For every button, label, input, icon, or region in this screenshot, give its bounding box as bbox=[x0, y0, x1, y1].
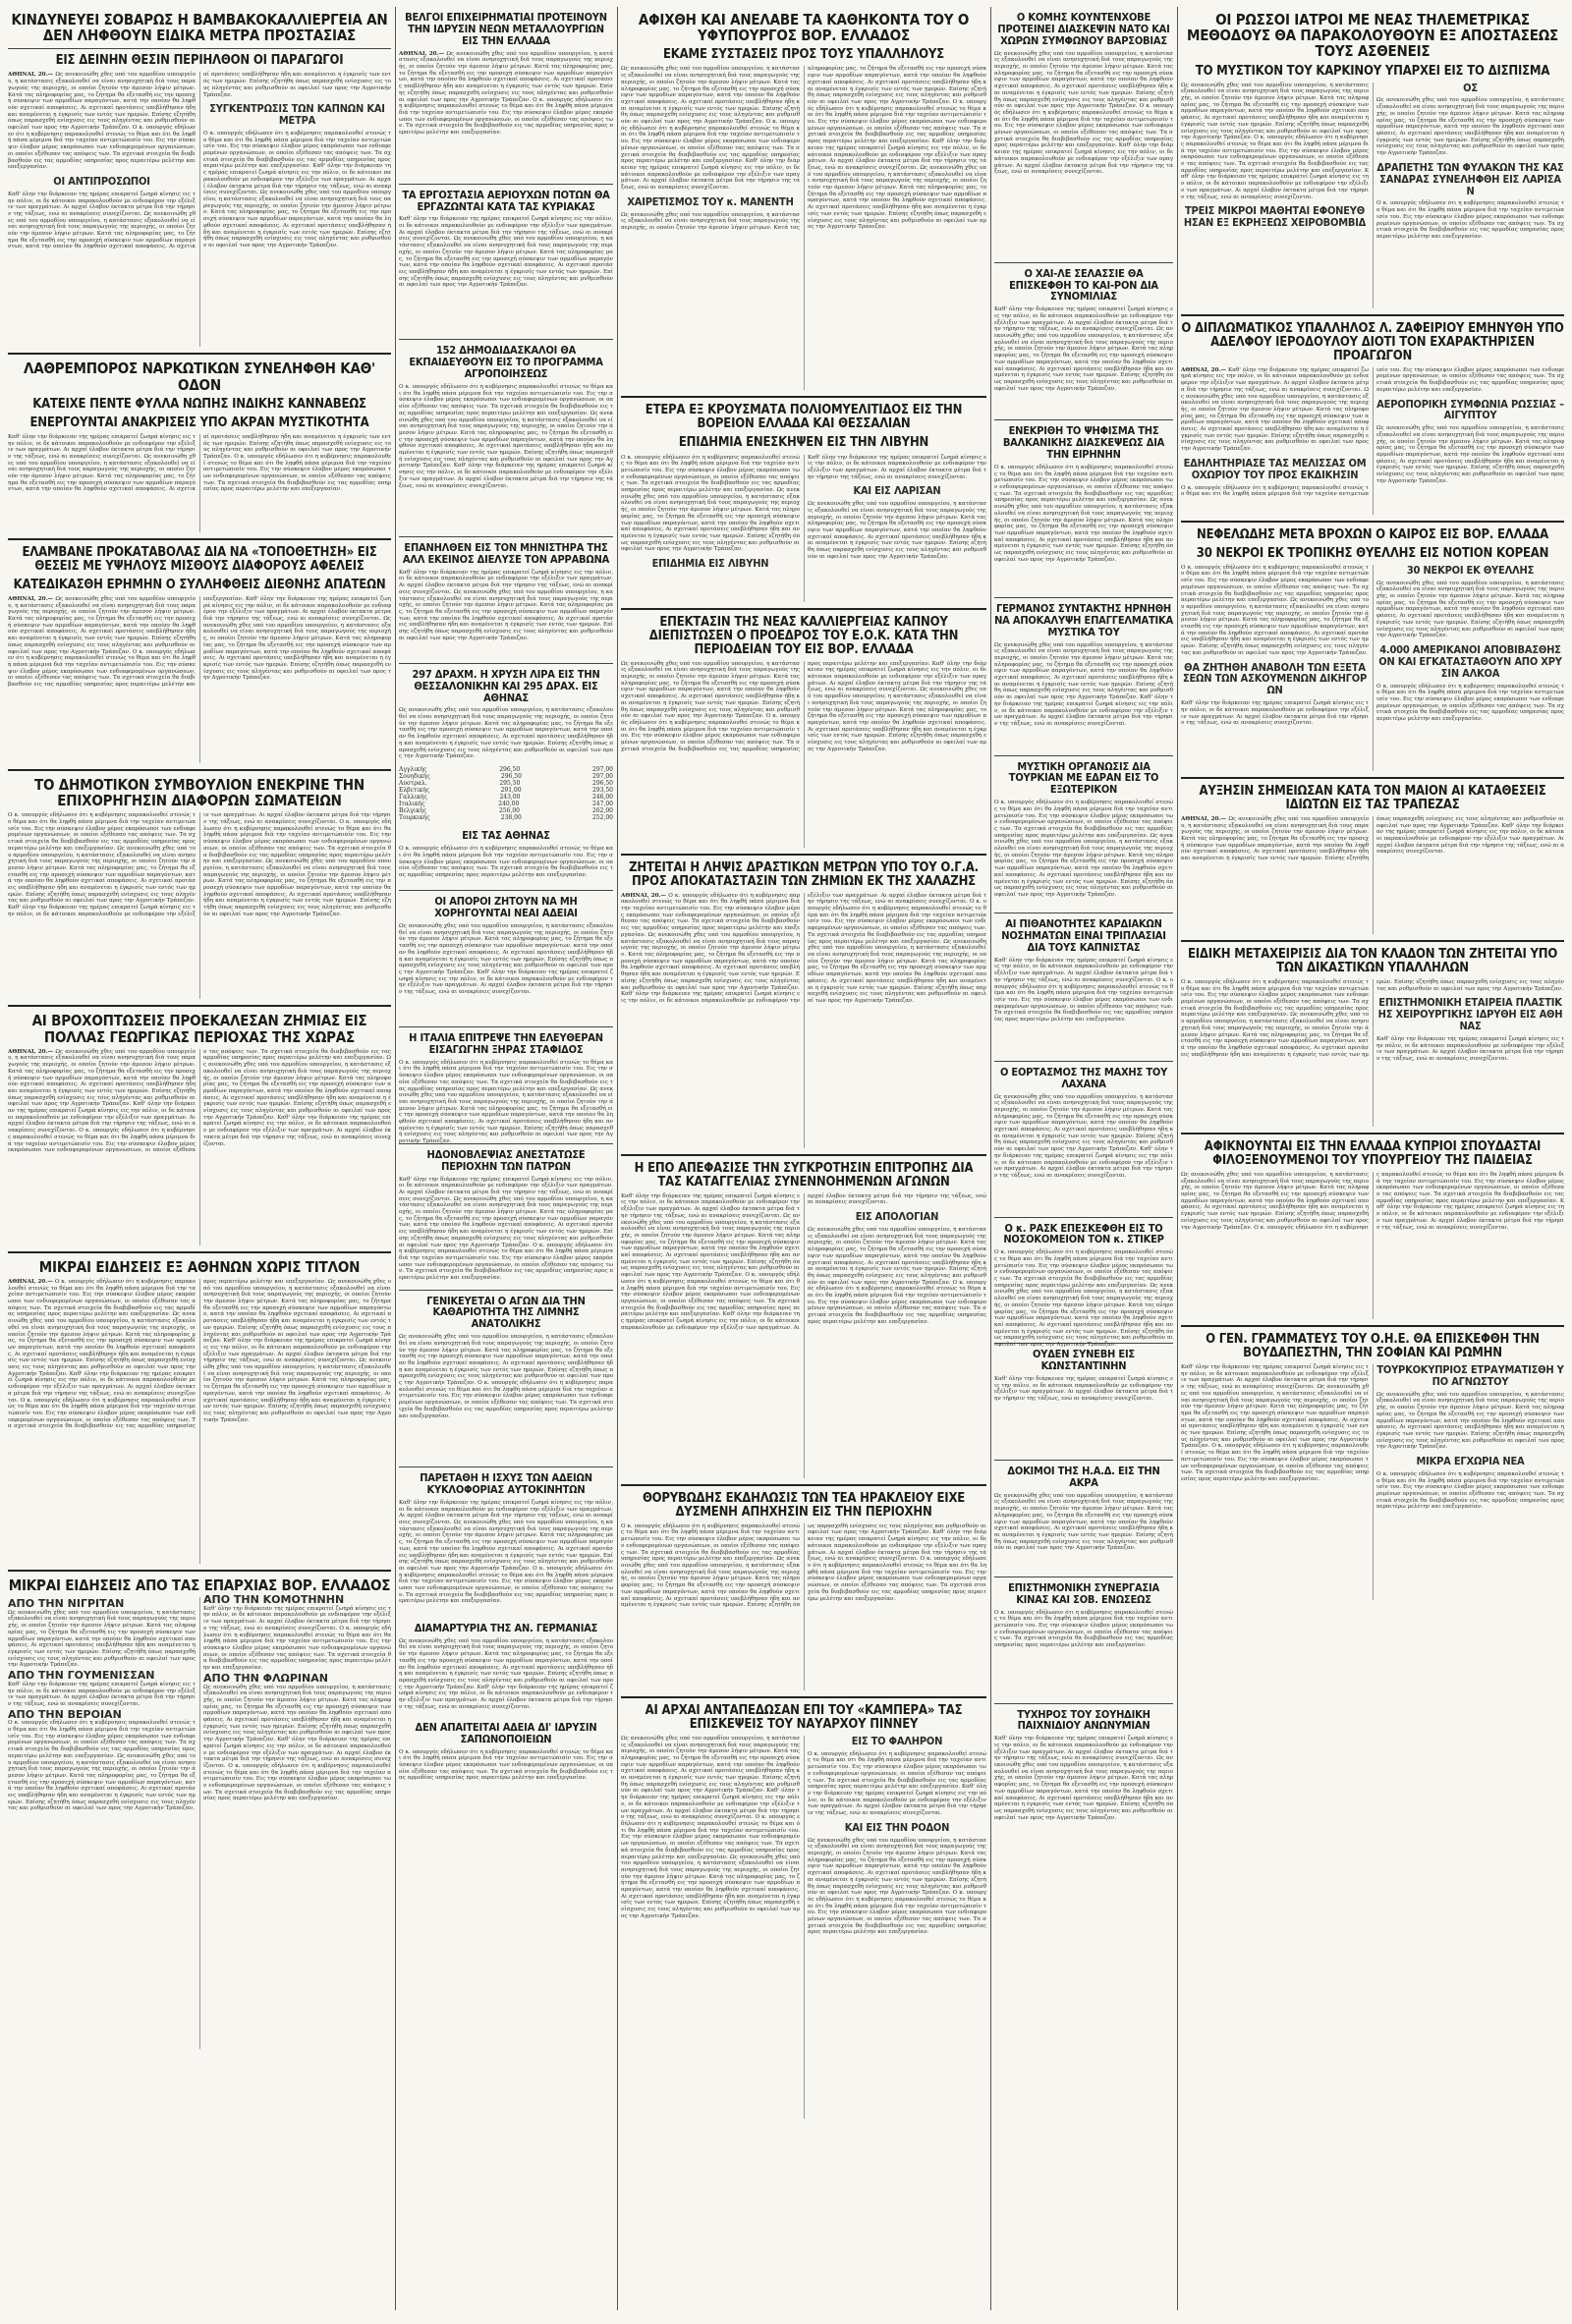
gold-rate-cell: Σουηδικής bbox=[399, 773, 430, 781]
section-heading: ΕΙΣ ΑΠΟΛΟΓΙΑΝ bbox=[855, 1210, 939, 1224]
article-body: Ο κ. υπουργός εδήλωσεν ότι η κυβέρνησις παρακολουθεί στενώς το θέμα και ότι θα ληφθή πάσα μέριμνα διά την ταχείαν αντιμετώπισίν του. Εις την σύσκεψιν έλαβον μέρος εκπρόσωποι των ενδιαφερομένων οργανώσεων, οι οποίοι εξέθεσαν τας απόψεις των. Τα σχετικά στοιχεία θα διαβιβασθούν εις τας αρμοδίας υπηρεσίας προς περαιτέρω μελέτην και επεξεργασίαν. Ως ανεκοινώθη χθες υπό του αρμοδίου υπουργείου, η κατάστασις εξακολουθεί να είναι ανησυχητική διά τους παραγωγούς της περιοχής, οι οποίοι ζητούν την άμεσον λήψιν μέτρων. Κατά τας πληροφορίας μας, το ζήτημα θα εξετασθή εις την προσεχή σύσκεψιν των αρμοδίων παραγόντων, κατά την οποίαν θα ληφθούν σχετικαί αποφάσεις. Αι σχετικαί προτάσεις υπεβλήθησαν ήδη και αναμένεται η έγκρισίς των εντός των ημερών. Επίσης εζητήθη όπως παρασχεθή ενίσχυσις εις τους πληγέντας και ρυθμισθούν αι οφειλαί των προς την Αγροτικήν Τράπεζαν. ΘΑ ΖΗΤΗΘΗ ΑΝΑΒΟΛΗ ΤΩΝ ΕΞΕΤΑΣΕΩΝ ΤΩΝ ΑΣΚΟΥΜΕΝΩΝ ΔΙΚΗΓΟΡΩΝ Καθ' όλην την διάρκειαν της ημέρας επικρατεί ζωηρά κίνησις εις την πόλιν, οι δε κάτοικοι παρακολουθούν με ενδιαφέρον την εξέλιξιν των πραγμάτων. Αι αρχαί έλαβον έκτακτα μέτρα διά την τήρησιν της τάξεως, ενώ αι ανακρίσεις συνεχίζονται. 30 ΝΕΚΡΟΙ ΕΚ ΘΥΕΛΛΗΣ Ως ανεκοινώθη χθες υπό του αρμοδίου υπουργείου, η κατάστασις εξακολουθεί να είναι ανησυχητική διά τους παραγωγούς της περιοχής, οι οποίοι ζητούν την άμεσον λήψιν μέτρων. Κατά τας πληροφορίας μας, το ζήτημα θα εξετασθή εις την προσεχή σύσκεψιν των αρμοδίων παραγόντων, κατά την οποίαν θα ληφθούν σχετικαί αποφάσεις. Αι σχετικαί προτάσεις υπεβλήθησαν ήδη και αναμένεται η έγκρισίς των εντός των ημερών. Επίσης εζητήθη όπως παρασχεθή ενίσχυσις εις τους πληγέντας και ρυθμισθούν αι οφειλαί των προς την Αγροτικήν Τράπεζαν. 4.000 ΑΜΕΡΙΚΑΝΟΙ ΑΠΟΒΙΒΑΣΘΗΣΟΝ ΚΑΙ ΕΓΚΑΤΑΣΤΑΘΟΥΝ ΑΠΟ ΧΡΥΣΙΝ ΑΛΚΟΑ Ο κ. υπουργός εδήλωσεν ότι η κυβέρνησις παρακολουθεί στενώς το θέμα και ότι θα ληφθή πάσα μέριμνα διά την ταχείαν αντιμετώπισίν του. Εις την σύσκεψιν έλαβον μέρος εκπρόσωποι των ενδιαφερομένων οργανώσεων, οι οποίοι εξέθεσαν τας απόψεις των. Τα σχετικά στοιχεία θα διαβιβασθούν εις τας αρμοδίας υπηρεσίας προς περαιτέρω μελέτην και επεξεργασίαν. bbox=[1181, 563, 1564, 727]
column-2 bbox=[399, 7, 613, 2310]
headline: 30 ΝΕΚΡΟΙ ΕΚ ΤΡΟΠΙΚΗΣ ΘΥΕΛΛΗΣ ΕΙΣ ΝΟΤΙΟΝ ΚΟΡΕΑΝ bbox=[1196, 545, 1549, 561]
column-1 bbox=[8, 7, 391, 2310]
headline: ΑΙ ΠΙΘΑΝΟΤΗΤΕΣ ΚΑΡΔΙΑΚΩΝ ΝΟΣΗΜΑΤΩΝ ΕΙΝΑΙ ΤΡΙΠΛΑΣΙΑΙ ΔΙΑ ΤΟΥΣ ΚΑΠΝΙΣΤΑΣ bbox=[1001, 917, 1166, 954]
headline: Ο ΓΕΝ. ΓΡΑΜΜΑΤΕΥΣ ΤΟΥ Ο.Η.Ε. ΘΑ ΕΠΙΣΚΕΦΘΗ ΤΗΝ ΒΟΥΔΑΠΕΣΤΗΝ, ΤΗΝ ΣΟΦΙΑΝ ΚΑΙ ΡΩΜΗΝ bbox=[1206, 1331, 1540, 1360]
headline: ΑΙ ΒΡΟΧΟΠΤΩΣΕΙΣ ΠΡΟΕΚΑΛΕΣΑΝ ΖΗΜΙΑΣ ΕΙΣ ΠΟΛΛΑΣ ΓΕΩΡΓΙΚΑΣ ΠΕΡΙΟΧΑΣ ΤΗΣ ΧΩΡΑΣ bbox=[31, 1012, 367, 1046]
section-heading: ΑΠΟ ΤΗΝ ΝΙΓΡΙΤΑΝ bbox=[8, 1597, 125, 1611]
section-heading: ΔΙΑΜΑΡΤΥΡΙΑ ΤΗΣ ΑΝ. ΓΕΡΜΑΝΙΑΣ bbox=[414, 1621, 598, 1634]
gold-rate-row bbox=[399, 814, 613, 821]
subheadline: ΤΟ ΜΥΣΤΙΚΟΝ ΤΟΥ ΚΑΡΚΙΝΟΥ ΥΠΑΡΧΕΙ ΕΙΣ ΤΟ ΔΙΣΠΙΣΜΑ bbox=[1195, 63, 1550, 79]
headline: ΑΦΙΚΝΟΥΝΤΑΙ ΕΙΣ ΤΗΝ ΕΛΛΑΔΑ ΚΥΠΡΙΟΙ ΣΠΟΥΔΑΣΤΑΙ ΦΙΛΟΞΕΝΟΥΜΕΝΟΙ ΤΟΥ ΥΠΟΥΡΓΕΙΟΥ ΤΗΣ ΠΑΙΔΕΙΑΣ bbox=[1204, 1138, 1542, 1168]
gold-rate-cell: Αυστραλ. bbox=[399, 780, 427, 788]
headline: ΓΕΡΜΑΝΟΣ ΣΥΝΤΑΚΤΗΣ ΗΡΝΗΘΗ ΝΑ ΑΠΟΚΑΛΥΨΗ ΕΠΑΓΓΕΛΜΑΤΙΚΑ ΜΥΣΤΙΚΑ ΤΟΥ bbox=[994, 601, 1173, 638]
gold-rate-cell: Αγγλικής bbox=[399, 766, 427, 774]
section-heading: ΑΕΡΟΠΟΡΙΚΗ ΣΥΜΦΩΝΙΑ ΡΩΣΣΙΑΣ – ΑΙΓΥΠΤΟΥ bbox=[1376, 397, 1564, 422]
section-heading: ΑΠΟ ΤΗΝ ΓΟΥΜΕΝΙΣΣΑΝ bbox=[8, 1669, 155, 1683]
headline: ΖΗΤΕΙΤΑΙ Η ΛΗΨΙΣ ΔΡΑΣΤΙΚΩΝ ΜΕΤΡΩΝ ΥΠΟ ΤΟΥ Ο.Γ.Α. ΠΡΟΣ ΑΠΟΚΑΤΑΣΤΑΣΙΝ ΤΩΝ ΖΗΜΙΩΝ ΕΚ ΤΗΣ ΧΑΛΑΖΗΣ bbox=[629, 859, 979, 889]
article-body: Ο κ. υπουργός εδήλωσεν ότι η κυβέρνησις παρακολουθεί στενώς το θέμα και ότι θα ληφθή πάσα μέριμνα διά την ταχείαν αντιμετώπισίν του. Εις την σύσκεψιν έλαβον μέρος εκπρόσωποι των ενδιαφερομένων οργανώσεων, οι οποίοι εξέθεσαν τας απόψεις των. Τα σχετικά στοιχεία θα διαβιβασθούν εις τας αρμοδίας υπηρεσίας προς περαιτέρω μελέτην και επεξεργασίαν. Ως ανεκοινώθη χθες υπό του αρμοδίου υπουργείου, η κατάστασις εξακολουθεί να είναι ανησυχητική διά τους παραγωγούς της περιοχής, οι οποίοι ζητούν την άμεσον λήψιν μέτρων. Κατά τας πληροφορίας μας, το ζήτημα θα εξετασθή εις την προσεχή σύσκεψιν των αρμοδίων παραγόντων, κατά την οποίαν θα ληφθούν σχετικαί αποφάσεις. Αι σχετικαί προτάσεις υπεβλήθησαν ήδη και αναμένεται η έγκρισίς των εντός των ημερών. Επίσης εζητήθη όπως παρασχεθή ενίσχυσις εις τους πληγέντας και ρυθμισθούν αι οφειλαί των προς την Αγροτικήν Τράπεζαν. ΕΠΙΣΤΗΜΟΝΙΚΗ ΕΤΑΙΡΕΙΑ ΠΛΑΣΤΙΚΗΣ ΧΕΙΡΟΥΡΓΙΚΗΣ ΙΔΡΥΘΗ ΕΙΣ ΑΘΗΝΑΣ Καθ' όλην την διάρκειαν της ημέρας επικρατεί ζωηρά κίνησις εις την πόλιν, οι δε κάτοικοι παρακολουθούν με ενδιαφέρον την εξέλιξιν των πραγμάτων. Αι αρχαί έλαβον έκτακτα μέτρα διά την τήρησιν της τάξεως, ενώ αι ανακρίσεις συνεχίζονται. bbox=[1181, 978, 1564, 1063]
section-heading: 30 ΝΕΚΡΟΙ ΕΚ ΘΥΕΛΛΗΣ bbox=[1406, 563, 1535, 577]
gold-rate-row bbox=[399, 773, 613, 780]
headline: ΕΤΕΡΑ ΕΞ ΚΡΟΥΣΜΑΤΑ ΠΟΛΙΟΜΥΕΛΙΤΙΔΟΣ ΕΙΣ ΤΗΝ ΒΟΡΕΙΟΝ ΕΛΛΑΔΑ ΚΑΙ ΘΕΣΣΑΛΙΑΝ bbox=[645, 403, 963, 432]
section-heading: ΤΡΕΙΣ ΜΙΚΡΟΙ ΜΑΘΗΤΑΙ ΕΦΟΝΕΥΘΗΣΑΝ ΕΞ ΕΚΡΗΞΕΩΣ ΧΕΙΡΟΒΟΜΒΙΔΟΣ bbox=[1183, 81, 1478, 230]
article-body: Ως ανεκοινώθη χθες υπό του αρμοδίου υπουργείου, η κατάστασις εξακολουθεί να είναι ανησυχητική διά τους παραγωγούς της περιοχής, οι οποίοι ζητούν την άμεσον λήψιν μέτρων. Κατά τας πληροφορίας μας, το ζήτημα θα εξετασθή εις την προσεχή σύσκεψιν των αρμοδίων παραγόντων, κατά την οποίαν θα ληφθούν σχετικαί αποφάσεις. Αι σχετικαί προτάσεις υπεβλήθησαν ήδη και αναμένεται η έγκρισίς των εντός των ημερών. Επίσης εζητήθη όπως παρασχεθή ενίσχυσις εις τους πληγέντας και ρυθμισθούν αι οφειλαί των προς την Αγροτικήν Τράπεζαν. Καθ' όλην την διάρκειαν της ημέρας επικρατεί ζωηρά κίνησις εις την πόλιν, οι δε κάτοικοι παρακολουθούν με ενδιαφέρον την εξέλιξιν των πραγμάτων. Αι αρχαί έλαβον έκτακτα μέτρα διά την τήρησιν της τάξεως, ενώ αι ανακρίσεις συνεχίζονται. Ο κ. υπουργός εδήλωσεν ότι η κυβέρνησις παρακολουθεί στενώς το θέμα και ότι θα ληφθή πάσα μέριμνα διά την ταχείαν αντιμετώπισίν του. Εις την σύσκεψιν έλαβον μέρος εκπρόσωποι των ενδιαφερομένων οργανώσεων, οι οποίοι εξέθεσαν τας απόψεις των. Τα σχετικά στοιχεία θα διαβιβασθούν εις τας αρμοδίας υπηρεσίας προς περαιτέρω μελέτην και επεξεργασίαν. Ως ανεκοινώθη χθες υπό του αρμοδίου υπουργείου, η κατάστασις εξακολουθεί να είναι ανησυχητική διά τους παραγωγούς της περιοχής, οι οποίοι ζητούν την άμεσον λήψιν μέτρων. Κατά τας πληροφορίας μας, το ζήτημα θα εξετασθή εις την προσεχή σύσκεψιν των αρμοδίων παραγόντων, κατά την οποίαν θα ληφθούν σχετικαί αποφάσεις. Αι σχετικαί προτάσεις υπεβλήθησαν ήδη και αναμένεται η έγκρισίς των εντός των ημερών. Επίσης εζητήθη όπως παρασχεθή ενίσχυσις εις τους πληγέντας και ρυθμισθούν αι οφειλαί των προς την Αγροτικήν Τράπεζαν. ΕΙΣ ΤΟ ΦΑΛΗΡΟΝ Ο κ. υπουργός εδήλωσεν ότι η κυβέρνησις παρακολουθεί στενώς το θέμα και ότι θα ληφθή πάσα μέριμνα διά την ταχείαν αντιμετώπισίν του. Εις την σύσκεψιν έλαβον μέρος εκπρόσωποι των ενδιαφερομένων οργανώσεων, οι οποίοι εξέθεσαν τας απόψεις των. Τα σχετικά στοιχεία θα διαβιβασθούν εις τας αρμοδίας υπηρεσίας προς περαιτέρω μελέτην και επεξεργασίαν. Καθ' όλην την διάρκειαν της ημέρας επικρατεί ζωηρά κίνησις εις την πόλιν, οι δε κάτοικοι παρακολουθούν με ενδιαφέρον την εξέλιξιν των πραγμάτων. Αι αρχαί έλαβον έκτακτα μέτρα διά την τήρησιν της τάξεως, ενώ αι ανακρίσεις συνεχίζονται. ΚΑΙ ΕΙΣ ΤΗΝ ΡΟΔΟΝ Ως ανεκοινώθη χθες υπό του αρμοδίου υπουργείου, η κατάστασις εξακολουθεί να είναι ανησυχητική διά τους παραγωγούς της περιοχής, οι οποίοι ζητούν την άμεσον λήψιν μέτρων. Κατά τας πληροφορίας μας, το ζήτημα θα εξετασθή εις την προσεχή σύσκεψιν των αρμοδίων παραγόντων, κατά την οποίαν θα ληφθούν σχετικαί αποφάσεις. Αι σχετικαί προτάσεις υπεβλήθησαν ήδη και αναμένεται η έγκρισίς των εντός των ημερών. Επίσης εζητήθη όπως παρασχεθή ενίσχυσις εις τους πληγέντας και ρυθμισθούν αι οφειλαί των προς την Αγροτικήν Τράπεζαν. Ο κ. υπουργός εδήλωσεν ότι η κυβέρνησις παρακολουθεί στενώς το θέμα και ότι θα ληφθή πάσα μέριμνα διά την ταχείαν αντιμετώπισίν του. Εις την σύσκεψιν έλαβον μέρος εκπρόσωποι των ενδιαφερομένων οργανώσεων, οι οποίοι εξέθεσαν τας απόψεις των. Τα σχετικά στοιχεία θα διαβιβασθούν εις τας αρμοδίας υπηρεσίας προς περαιτέρω μελέτην και επεξεργασίαν. bbox=[621, 1734, 986, 1936]
section-heading: ΚΑΙ ΕΙΣ ΤΗΝ ΡΟΔΟΝ bbox=[844, 1820, 950, 1834]
article-body: ΑΘΗΝΑΙ, 20.— Ο κ. υπουργός εδήλωσεν ότι η κυβέρνησις παρακολουθεί στενώς το θέμα και ότι θα ληφθή πάσα μέριμνα διά την ταχείαν αντιμετώπισίν του. Εις την σύσκεψιν έλαβον μέρος εκπρόσωποι των ενδιαφερομένων οργανώσεων, οι οποίοι εξέθεσαν τας απόψεις των. Τα σχετικά στοιχεία θα διαβιβασθούν εις τας αρμοδίας υπηρεσίας προς περαιτέρω μελέτην και επεξεργασίαν. Ως ανεκοινώθη χθες υπό του αρμοδίου υπουργείου, η κατάστασις εξακολουθεί να είναι ανησυχητική διά τους παραγωγούς της περιοχής, οι οποίοι ζητούν την άμεσον λήψιν μέτρων. Κατά τας πληροφορίας μας, το ζήτημα θα εξετασθή εις την προσεχή σύσκεψιν των αρμοδίων παραγόντων, κατά την οποίαν θα ληφθούν σχετικαί αποφάσεις. Αι σχετικαί προτάσεις υπεβλήθησαν ήδη και αναμένεται η έγκρισίς των εντός των ημερών. Επίσης εζητήθη όπως παρασχεθή ενίσχυσις εις τους πληγέντας και ρυθμισθούν αι οφειλαί των προς την Αγροτικήν Τράπεζαν. Καθ' όλην την διάρκειαν της ημέρας επικρατεί ζωηρά κίνησις εις την πόλιν, οι δε κάτοικοι παρακολουθούν με ενδιαφέρον την εξέλιξιν των πραγμάτων. Αι αρχαί έλαβον έκτακτα μέτρα διά την τήρησιν της τάξεως, ενώ αι ανακρίσεις συνεχίζονται. Ο κ. υπουργός εδήλωσεν ότι η κυβέρνησις παρακολουθεί στενώς το θέμα και ότι θα ληφθή πάσα μέριμνα διά την ταχείαν αντιμετώπισίν του. Εις την σύσκεψιν έλαβον μέρος εκπρόσωποι των ενδιαφερομένων οργανώσεων, οι οποίοι εξέθεσαν τας απόψεις των. Τα σχετικά στοιχεία θα διαβιβασθούν εις τας αρμοδίας υπηρεσίας προς περαιτέρω μελέτην και επεξεργασίαν. Ως ανεκοινώθη χθες υπό του αρμοδίου υπουργείου, η κατάστασις εξακολουθεί να είναι ανησυχητική διά τους παραγωγούς της περιοχής, οι οποίοι ζητούν την άμεσον λήψιν μέτρων. Κατά τας πληροφορίας μας, το ζήτημα θα εξετασθή εις την προσεχή σύσκεψιν των αρμοδίων παραγόντων, κατά την οποίαν θα ληφθούν σχετικαί αποφάσεις. Αι σχετικαί προτάσεις υπεβλήθησαν ήδη και αναμένεται η έγκρισίς των εντός των ημερών. Επίσης εζητήθη όπως παρασχεθή ενίσχυσις εις τους πληγέντας και ρυθμισθούν αι οφειλαί των προς την Αγροτικήν Τράπεζαν. Καθ' όλην την διάρκειαν της ημέρας επικρατεί ζωηρά κίνησις εις την πόλιν, οι δε κάτοικοι παρακολουθούν με ενδιαφέρον την εξέλιξιν των πραγμάτων. Αι αρχαί έλαβον έκτακτα μέτρα διά την τήρησιν της τάξεως, ενώ αι ανακρίσεις συνεχίζονται. Ως ανεκοινώθη χθες υπό του αρμοδίου υπουργείου, η κατάστασις εξακολουθεί να είναι ανησυχητική διά τους παραγωγούς της περιοχής, οι οποίοι ζητούν την άμεσον λήψιν μέτρων. Κατά τας πληροφορίας μας, το ζήτημα θα εξετασθή εις την προσεχή σύσκεψιν των αρμοδίων παραγόντων, κατά την οποίαν θα ληφθούν σχετικαί αποφάσεις. Αι σχετικαί προτάσεις υπεβλήθησαν ήδη και αναμένεται η έγκρισίς των εντός των ημερών. Επίσης εζητήθη όπως παρασχεθή ενίσχυσις εις τους πληγέντας και ρυθμισθούν αι οφειλαί των προς την Αγροτικήν Τράπεζαν. bbox=[8, 1278, 392, 1430]
article-body: Ο κ. υπουργός εδήλωσεν ότι η κυβέρνησις παρακολουθεί στενώς το θέμα και ότι θα ληφθή πάσα μέριμνα διά την ταχείαν αντιμετώπισίν του. Εις την σύσκεψιν έλαβον μέρος εκπρόσωποι των ενδιαφερομένων οργανώσεων, οι οποίοι εξέθεσαν τας απόψεις των. Τα σχετικά στοιχεία θα διαβιβασθούν εις τας αρμοδίας υπηρεσίας προς περαιτέρω μελέτην και επεξεργασίαν. bbox=[399, 846, 613, 879]
section-heading: ΤΟΥΡΚΟΚΥΠΡΙΟΣ ΕΤΡΑΥΜΑΤΙΣΘΗ ΥΠΟ ΑΓΝΩΣΤΟΥ bbox=[1376, 1363, 1564, 1388]
article-body: Καθ' όλην την διάρκειαν της ημέρας επικρατεί ζωηρά κίνησις εις την πόλιν, οι δε κάτοικοι παρακολουθούν με ενδιαφέρον την εξέλιξιν των πραγμάτων. Αι αρχαί έλαβον έκτακτα μέτρα διά την τήρησιν της τάξεως, ενώ αι ανακρίσεις συνεχίζονται. Ως ανεκοινώθη χθες υπό του αρμοδίου υπουργείου, η κατάστασις εξακολουθεί να είναι ανησυχητική διά τους παραγωγούς της περιοχής, οι οποίοι ζητούν την άμεσον λήψιν μέτρων. Κατά τας πληροφορίας μας, το ζήτημα θα εξετασθή εις την προσεχή σύσκεψιν των αρμοδίων παραγόντων, κατά την οποίαν θα ληφθούν σχετικαί αποφάσεις. Αι σχετικαί προτάσεις υπεβλήθησαν ήδη και αναμένεται η έγκρισίς των εντός των ημερών. Επίσης εζητήθη όπως παρασχεθή ενίσχυσις εις τους πληγέντας και ρυθμισθούν αι οφειλαί των προς την Αγροτικήν Τράπεζαν. bbox=[994, 306, 1173, 392]
section-heading: 4.000 ΑΜΕΡΙΚΑΝΟΙ ΑΠΟΒΙΒΑΣΘΗΣΟΝ ΚΑΙ ΕΓΚΑΤΑΣΤΑΘΟΥΝ ΑΠΟ ΧΡΥΣΙΝ ΑΛΚΟΑ bbox=[1378, 642, 1562, 680]
subheadline: ΚΑΤΕΙΧΕ ΠΕΝΤΕ ΦΥΛΛΑ ΝΩΠΗΣ ΙΝΔΙΚΗΣ ΚΑΝΝΑΒΕΩΣ bbox=[32, 396, 366, 412]
article-body: Καθ' όλην την διάρκειαν της ημέρας επικρατεί ζωηρά κίνησις εις την πόλιν, οι δε κάτοικοι παρακολουθούν με ενδιαφέρον την εξέλιξιν των πραγμάτων. Αι αρχαί έλαβον έκτακτα μέτρα διά την τήρησιν της τάξεως, ενώ αι ανακρίσεις συνεχίζονται. Ως ανεκοινώθη χθες υπό του αρμοδίου υπουργείου, η κατάστασις εξακολουθεί να είναι ανησυχητική διά τους παραγωγούς της περιοχής, οι οποίοι ζητούν την άμεσον λήψιν μέτρων. Κατά τας πληροφορίας μας, το ζήτημα θα εξετασθή εις την προσεχή σύσκεψιν των αρμοδίων παραγόντων, κατά την οποίαν θα ληφθούν σχετικαί αποφάσεις. Αι σχετικαί προτάσεις υπεβλήθησαν ήδη και αναμένεται η έγκρισίς των εντός των ημερών. Επίσης εζητήθη όπως παρασχεθή ενίσχυσις εις τους πληγέντας και ρυθμισθούν αι οφειλαί των προς την Αγροτικήν Τράπεζαν. bbox=[399, 569, 614, 641]
gold-rate-cell: Γαλλικής bbox=[399, 794, 427, 802]
article-body: Ο κ. υπουργός εδήλωσεν ότι η κυβέρνησις παρακολουθεί στενώς το θέμα και ότι θα ληφθή πάσα μέριμνα διά την ταχείαν αντιμετώπισίν του. Εις την σύσκεψιν έλαβον μέρος εκπρόσωποι των ενδιαφερομένων οργανώσεων, οι οποίοι εξέθεσαν τας απόψεις των. Τα σχετικά στοιχεία θα διαβιβασθούν εις τας αρμοδίας υπηρεσίας προς περαιτέρω μελέτην και επεξεργασίαν. Ως ανεκοινώθη χθες υπό του αρμοδίου υπουργείου, η κατάστασις εξακολουθεί να είναι ανησυχητική διά τους παραγωγούς της περιοχής, οι οποίοι ζητούν την άμεσον λήψιν μέτρων. Κατά τας πληροφορίας μας, το ζήτημα θα εξετασθή εις την προσεχή σύσκεψιν των αρμοδίων παραγόντων, κατά την οποίαν θα ληφθούν σχετικαί αποφάσεις. Αι σχετικαί προτάσεις υπεβλήθησαν ήδη και αναμένεται η έγκρισίς των εντός των ημερών. Επίσης εζητήθη όπως παρασχεθή ενίσχυσις εις τους πληγέντας και ρυθμισθούν αι οφειλαί των προς την Αγροτικήν Τράπεζαν. bbox=[399, 1059, 613, 1145]
article-body: Ως ανεκοινώθη χθες υπό του αρμοδίου υπουργείου, η κατάστασις εξακολουθεί να είναι ανησυχητική διά τους παραγωγούς της περιοχής, οι οποίοι ζητούν την άμεσον λήψιν μέτρων. Κατά τας πληροφορίας μας, το ζήτημα θα εξετασθή εις την προσεχή σύσκεψιν των αρμοδίων παραγόντων, κατά την οποίαν θα ληφθούν σχετικαί αποφάσεις. Αι σχετικαί προτάσεις υπεβλήθησαν ήδη και αναμένεται η έγκρισίς των εντός των ημερών. Επίσης εζητήθη όπως παρασχεθή ενίσχυσις εις τους πληγέντας και ρυθμισθούν αι οφειλαί των προς την Αγροτικήν Τράπεζαν. Ο κ. υπουργός εδήλωσεν ότι η κυβέρνησις παρακολουθεί στενώς το θέμα και ότι θα ληφθή πάσα μέριμνα διά την ταχείαν αντιμετώπισίν του. Εις την σύσκεψιν έλαβον μέρος εκπρόσωποι των ενδιαφερομένων οργανώσεων, οι οποίοι εξέθεσαν τας απόψεις των. Τα σχετικά στοιχεία θα διαβιβασθούν εις τας αρμοδίας υπηρεσίας προς περαιτέρω μελέτην και επεξεργασίαν. Καθ' όλην την διάρκειαν της ημέρας επικρατεί ζωηρά κίνησις εις την πόλιν, οι δε κάτοικοι παρακολουθούν με ενδιαφέρον την εξέλιξιν των πραγμάτων. Αι αρχαί έλαβον έκτακτα μέτρα διά την τήρησιν της τάξεως, ενώ αι ανακρίσεις συνεχίζονται. bbox=[994, 50, 1173, 176]
article-body: Καθ' όλην την διάρκειαν της ημέρας επικρατεί ζωηρά κίνησις εις την πόλιν, οι δε κάτοικοι παρακολουθούν με ενδιαφέρον την εξέλιξιν των πραγμάτων. Αι αρχαί έλαβον έκτακτα μέτρα διά την τήρησιν της τάξεως, ενώ αι ανακρίσεις συνεχίζονται. Ως ανεκοινώθη χθες υπό του αρμοδίου υπουργείου, η κατάστασις εξακολουθεί να είναι ανησυχητική διά τους παραγωγούς της περιοχής, οι οποίοι ζητούν την άμεσον λήψιν μέτρων. Κατά τας πληροφορίας μας, το ζήτημα θα εξετασθή εις την προσεχή σύσκεψιν των αρμοδίων παραγόντων, κατά την οποίαν θα ληφθούν σχετικαί αποφάσεις. Αι σχετικαί προτάσεις υπεβλήθησαν ήδη και αναμένεται η έγκρισίς των εντός των ημερών. Επίσης εζητήθη όπως παρασχεθή ενίσχυσις εις τους πληγέντας και ρυθμισθούν αι οφειλαί των προς την Αγροτικήν Τράπεζαν. Ο κ. υπουργός εδήλωσεν ότι η κυβέρνησις παρακολουθεί στενώς το θέμα και ότι θα ληφθή πάσα μέριμνα διά την ταχείαν αντιμετώπισίν του. Εις την σύσκεψιν έλαβον μέρος εκπρόσωποι των ενδιαφερομένων οργανώσεων, οι οποίοι εξέθεσαν τας απόψεις των. Τα σχετικά στοιχεία θα διαβιβασθούν εις τας αρμοδίας υπηρεσίας προς περαιτέρω μελέτην και επεξεργασίαν. Καθ' όλην την διάρκειαν της ημέρας επικρατεί ζωηρά κίνησις εις την πόλιν, οι δε κάτοικοι παρακολουθούν με ενδιαφέρον την εξέλιξιν των πραγμάτων. Αι αρχαί έλαβον έκτακτα μέτρα διά την τήρησιν της τάξεως, ενώ αι ανακρίσεις συνεχίζονται. ΕΙΣ ΑΠΟΛΟΓΙΑΝ Ως ανεκοινώθη χθες υπό του αρμοδίου υπουργείου, η κατάστασις εξακολουθεί να είναι ανησυχητική διά τους παραγωγούς της περιοχής, οι οποίοι ζητούν την άμεσον λήψιν μέτρων. Κατά τας πληροφορίας μας, το ζήτημα θα εξετασθή εις την προσεχή σύσκεψιν των αρμοδίων παραγόντων, κατά την οποίαν θα ληφθούν σχετικαί αποφάσεις. Αι σχετικαί προτάσεις υπεβλήθησαν ήδη και αναμένεται η έγκρισίς των εντός των ημερών. Επίσης εζητήθη όπως παρασχεθή ενίσχυσις εις τους πληγέντας και ρυθμισθούν αι οφειλαί των προς την Αγροτικήν Τράπεζαν. Ο κ. υπουργός εδήλωσεν ότι η κυβέρνησις παρακολουθεί στενώς το θέμα και ότι θα ληφθή πάσα μέριμνα διά την ταχείαν αντιμετώπισίν του. Εις την σύσκεψιν έλαβον μέρος εκπρόσωποι των ενδιαφερομένων οργανώσεων, οι οποίοι εξέθεσαν τας απόψεις των. Τα σχετικά στοιχεία θα διαβιβασθούν εις τας αρμοδίας υπηρεσίας προς περαιτέρω μελέτην και επεξεργασίαν. bbox=[621, 1192, 986, 1331]
gold-rate-cell: 297,00 bbox=[592, 773, 613, 781]
gold-rate-cell: 293,50 bbox=[591, 787, 613, 795]
article-body: Καθ' όλην την διάρκειαν της ημέρας επικρατεί ζωηρά κίνησις εις την πόλιν, οι δε κάτοικοι παρακολουθούν με ενδιαφέρον την εξέλιξιν των πραγμάτων. Αι αρχαί έλαβον έκτακτα μέτρα διά την τήρησιν της τάξεως, ενώ αι ανακρίσεις συνεχίζονται. Ο κ. υπουργός εδήλωσεν ότι η κυβέρνησις παρακολουθεί στενώς το θέμα και ότι θα ληφθή πάσα μέριμνα διά την ταχείαν αντιμετώπισίν του. Εις την σύσκεψιν έλαβον μέρος εκπρόσωποι των ενδιαφερομένων οργανώσεων, οι οποίοι εξέθεσαν τας απόψεις των. Τα σχετικά στοιχεία θα διαβιβασθούν εις τας αρμοδίας υπηρεσίας προς περαιτέρω μελέτην και επεξεργασίαν. bbox=[994, 957, 1173, 1024]
article-body: Ο κ. υπουργός εδήλωσεν ότι η κυβέρνησις παρακολουθεί στενώς το θέμα και ότι θα ληφθή πάσα μέριμνα διά την ταχείαν αντιμετώπισίν του. Εις την σύσκεψιν έλαβον μέρος εκπρόσωποι των ενδιαφερομένων οργανώσεων, οι οποίοι εξέθεσαν τας απόψεις των. Τα σχετικά στοιχεία θα διαβιβασθούν εις τας αρμοδίας υπηρεσίας προς περαιτέρω μελέτην και επεξεργασίαν. bbox=[994, 1609, 1173, 1649]
article-body: Ο κ. υπουργός εδήλωσεν ότι η κυβέρνησις παρακολουθεί στενώς το θέμα και ότι θα ληφθή πάσα μέριμνα διά την ταχείαν αντιμετώπισίν του. Εις την σύσκεψιν έλαβον μέρος εκπρόσωποι των ενδιαφερομένων οργανώσεων, οι οποίοι εξέθεσαν τας απόψεις των. Τα σχετικά στοιχεία θα διαβιβασθούν εις τας αρμοδίας υπηρεσίας προς περαιτέρω μελέτην και επεξεργασίαν. Ως ανεκοινώθη χθες υπό του αρμοδίου υπουργείου, η κατάστασις εξακολουθεί να είναι ανησυχητική διά τους παραγωγούς της περιοχής, οι οποίοι ζητούν την άμεσον λήψιν μέτρων. Κατά τας πληροφορίας μας, το ζήτημα θα εξετασθή εις την προσεχή σύσκεψιν των αρμοδίων παραγόντων, κατά την οποίαν θα ληφθούν σχετικαί αποφάσεις. Αι σχετικαί προτάσεις υπεβλήθησαν ήδη και αναμένεται η έγκρισίς των εντός των ημερών. Επίσης εζητήθη όπως παρασχεθή ενίσχυσις εις τους πληγέντας και ρυθμισθούν αι οφειλαί των προς την Αγροτικήν Τράπεζαν. Καθ' όλην την διάρκειαν της ημέρας επικρατεί ζωηρά κίνησις εις την πόλιν, οι δε κάτοικοι παρακολουθούν με ενδιαφέρον την εξέλιξιν των πραγμάτων. Αι αρχαί έλαβον έκτακτα μέτρα διά την τήρησιν της τάξεως, ενώ αι ανακρίσεις συνεχίζονται. bbox=[399, 384, 613, 489]
headline: ΤΑ ΕΡΓΟΣΤΑΣΙΑ ΑΕΡΙΟΥΧΩΝ ΠΟΤΩΝ ΘΑ ΕΡΓΑΖΩΝΤΑΙ ΚΑΤΑ ΤΑΣ ΚΥΡΙΑΚΑΣ bbox=[402, 188, 610, 213]
article-body: Ο κ. υπουργός εδήλωσεν ότι η κυβέρνησις παρακολουθεί στενώς το θέμα και ότι θα ληφθή πάσα μέριμνα διά την ταχείαν αντιμετώπισίν του. Εις την σύσκεψιν έλαβον μέρος εκπρόσωποι των ενδιαφερομένων οργανώσεων, οι οποίοι εξέθεσαν τας απόψεις των. Τα σχετικά στοιχεία θα διαβιβασθούν εις τας αρμοδίας υπηρεσίας προς περαιτέρω μελέτην και επεξεργασίαν. bbox=[399, 1748, 613, 1782]
article-body: Ο κ. υπουργός εδήλωσεν ότι η κυβέρνησις παρακολουθεί στενώς το θέμα και ότι θα ληφθή πάσα μέριμνα διά την ταχείαν αντιμετώπισίν του. Εις την σύσκεψιν έλαβον μέρος εκπρόσωποι των ενδιαφερομένων οργανώσεων, οι οποίοι εξέθεσαν τας απόψεις των. Τα σχετικά στοιχεία θα διαβιβασθούν εις τας αρμοδίας υπηρεσίας προς περαιτέρω μελέτην και επεξεργασίαν. Ως ανεκοινώθη χθες υπό του αρμοδίου υπουργείου, η κατάστασις εξακολουθεί να είναι ανησυχητική διά τους παραγωγούς της περιοχής, οι οποίοι ζητούν την άμεσον λήψιν μέτρων. Κατά τας πληροφορίας μας, το ζήτημα θα εξετασθή εις την προσεχή σύσκεψιν των αρμοδίων παραγόντων, κατά την οποίαν θα ληφθούν σχετικαί αποφάσεις. Αι σχετικαί προτάσεις υπεβλήθησαν ήδη και αναμένεται η έγκρισίς των εντός των ημερών. Επίσης εζητήθη όπως παρασχεθή ενίσχυσις εις τους πληγέντας και ρυθμισθούν αι οφειλαί των προς την Αγροτικήν Τράπεζαν. ΕΠΙΔΗΜΙΑ ΕΙΣ ΛΙΒΥΗΝ Καθ' όλην την διάρκειαν της ημέρας επικρατεί ζωηρά κίνησις εις την πόλιν, οι δε κάτοικοι παρακολουθούν με ενδιαφέρον την εξέλιξιν των πραγμάτων. Αι αρχαί έλαβον έκτακτα μέτρα διά την τήρησιν της τάξεως, ενώ αι ανακρίσεις συνεχίζονται. ΚΑΙ ΕΙΣ ΛΑΡΙΣΑΝ Ως ανεκοινώθη χθες υπό του αρμοδίου υπουργείου, η κατάστασις εξακολουθεί να είναι ανησυχητική διά τους παραγωγούς της περιοχής, οι οποίοι ζητούν την άμεσον λήψιν μέτρων. Κατά τας πληροφορίας μας, το ζήτημα θα εξετασθή εις την προσεχή σύσκεψιν των αρμοδίων παραγόντων, κατά την οποίαν θα ληφθούν σχετικαί αποφάσεις. Αι σχετικαί προτάσεις υπεβλήθησαν ήδη και αναμένεται η έγκρισίς των εντός των ημερών. Επίσης εζητήθη όπως παρασχεθή ενίσχυσις εις τους πληγέντας και ρυθμισθούν αι οφειλαί των προς την Αγροτικήν Τράπεζαν. bbox=[621, 454, 986, 571]
article-body: Ως ανεκοινώθη χθες υπό του αρμοδίου υπουργείου, η κατάστασις εξακολουθεί να είναι ανησυχητική διά τους παραγωγούς της περιοχής, οι οποίοι ζητούν την άμεσον λήψιν μέτρων. Κατά τας πληροφορίας μας, το ζήτημα θα εξετασθή εις την προσεχή σύσκεψιν των αρμοδίων παραγόντων, κατά την οποίαν θα ληφθούν σχετικαί αποφάσεις. Αι σχετικαί προτάσεις υπεβλήθησαν ήδη και αναμένεται η έγκρισίς των εντός των ημερών. Επίσης εζητήθη όπως παρασχεθή ενίσχυσις εις τους πληγέντας και ρυθμισθούν αι οφειλαί των προς την Αγροτικήν Τράπεζαν. Καθ' όλην την διάρκειαν της ημέρας επικρατεί ζωηρά κίνησις εις την πόλιν, οι δε κάτοικοι παρακολουθούν με ενδιαφέρον την εξέλιξιν των πραγμάτων. Αι αρχαί έλαβον έκτακτα μέτρα διά την τήρησιν της τάξεως, ενώ αι ανακρίσεις συνεχίζονται. bbox=[994, 1093, 1173, 1179]
article-body: Ως ανεκοινώθη χθες υπό του αρμοδίου υπουργείου, η κατάστασις εξακολουθεί να είναι ανησυχητική διά τους παραγωγούς της περιοχής, οι οποίοι ζητούν την άμεσον λήψιν μέτρων. Κατά τας πληροφορίας μας, το ζήτημα θα εξετασθή εις την προσεχή σύσκεψιν των αρμοδίων παραγόντων, κατά την οποίαν θα ληφθούν σχετικαί αποφάσεις. Αι σχετικαί προτάσεις υπεβλήθησαν ήδη και αναμένεται η έγκρισίς των εντός των ημερών. Επίσης εζητήθη όπως παρασχεθή ενίσχυσις εις τους πληγέντας και ρυθμισθούν αι οφειλαί των προς την Αγροτικήν Τράπεζαν. Ο κ. υπουργός εδήλωσεν ότι η κυβέρνησις παρακολουθεί στενώς το θέμα και ότι θα ληφθή πάσα μέριμνα διά την ταχείαν αντιμετώπισίν του. Εις την σύσκεψιν έλαβον μέρος εκπρόσωποι των ενδιαφερομένων οργανώσεων, οι οποίοι εξέθεσαν τας απόψεις των. Τα σχετικά στοιχεία θα διαβιβασθούν εις τας αρμοδίας υπηρεσίας προς περαιτέρω μελέτην και επεξεργασίαν. bbox=[399, 1334, 613, 1419]
gold-rate-cell: 252,00 bbox=[591, 814, 613, 822]
subheadline: ΚΑΤΕΔΙΚΑΣΘΗ ΕΡΗΜΗΝ Ο ΣΥΛΛΗΦΘΕΙΣ ΔΙΕΘΝΗΣ ΑΠΑΤΕΩΝ bbox=[13, 577, 386, 592]
gold-rate-cell: 246,00 bbox=[591, 794, 613, 802]
gold-rate-cell: 247,00 bbox=[591, 801, 613, 808]
column-4 bbox=[994, 7, 1173, 2310]
section-heading: ΧΑΙΡΕΤΙΣΜΟΣ ΤΟΥ κ. ΜΑΝΕΝΤΗ bbox=[627, 194, 794, 208]
article-body: Ως ανεκοινώθη χθες υπό του αρμοδίου υπουργείου, η κατάστασις εξακολουθεί να είναι ανησυχητική διά τους παραγωγούς της περιοχής, οι οποίοι ζητούν την άμεσον λήψιν μέτρων. Κατά τας πληροφορίας μας, το ζήτημα θα εξετασθή εις την προσεχή σύσκεψιν των αρμοδίων παραγόντων, κατά την οποίαν θα ληφθούν σχετικαί αποφάσεις. Αι σχετικαί προτάσεις υπεβλήθησαν ήδη και αναμένεται η έγκρισίς των εντός των ημερών. Επίσης εζητήθη όπως παρασχεθή ενίσχυσις εις τους πληγέντας και ρυθμισθούν αι οφειλαί των προς την Αγροτικήν Τράπεζαν. bbox=[399, 707, 613, 760]
headline: ΕΝΕΚΡΙΘΗ ΤΟ ΨΗΦΙΣΜΑ ΤΗΣ ΒΑΛΚΑΝΙΚΗΣ ΔΙΑΣΚΕΨΕΩΣ ΔΙΑ ΤΗΝ ΕΙΡΗΝΗΝ bbox=[1002, 424, 1165, 461]
gold-rates-table bbox=[399, 766, 613, 825]
section-heading: ΕΠΙΔΗΜΙΑ ΕΙΣ ΛΙΒΥΗΝ bbox=[651, 557, 769, 571]
article-body: Καθ' όλην την διάρκειαν της ημέρας επικρατεί ζωηρά κίνησις εις την πόλιν, οι δε κάτοικοι παρακολουθούν με ενδιαφέρον την εξέλιξιν των πραγμάτων. Αι αρχαί έλαβον έκτακτα μέτρα διά την τήρησιν της τάξεως, ενώ αι ανακρίσεις συνεχίζονται. Ως ανεκοινώθη χθες υπό του αρμοδίου υπουργείου, η κατάστασις εξακολουθεί να είναι ανησυχητική διά τους παραγωγούς της περιοχής, οι οποίοι ζητούν την άμεσον λήψιν μέτρων. Κατά τας πληροφορίας μας, το ζήτημα θα εξετασθή εις την προσεχή σύσκεψιν των αρμοδίων παραγόντων, κατά την οποίαν θα ληφθούν σχετικαί αποφάσεις. Αι σχετικαί προτάσεις υπεβλήθησαν ήδη και αναμένεται η έγκρισίς των εντός των ημερών. Επίσης εζητήθη όπως παρασχεθή ενίσχυσις εις τους πληγέντας και ρυθμισθούν αι οφειλαί των προς την Αγροτικήν Τράπεζαν. bbox=[399, 216, 614, 289]
gold-rate-cell: Βελγικής bbox=[399, 807, 426, 815]
article-body: Καθ' όλην την διάρκειαν της ημέρας επικρατεί ζωηρά κίνησις εις την πόλιν, οι δε κάτοικοι παρακολουθούν με ενδιαφέρον την εξέλιξιν των πραγμάτων. Αι αρχαί έλαβον έκτακτα μέτρα διά την τήρησιν της τάξεως, ενώ αι ανακρίσεις συνεχίζονται. bbox=[994, 1376, 1173, 1403]
section-heading: ΕΠΙΣΤΗΜΟΝΙΚΗ ΕΤΑΙΡΕΙΑ ΠΛΑΣΤΙΚΗΣ ΧΕΙΡΟΥΡΓΙΚΗΣ ΙΔΡΥΘΗ ΕΙΣ ΑΘΗΝΑΣ bbox=[1377, 996, 1563, 1033]
article-body: Ως ανεκοινώθη χθες υπό του αρμοδίου υπουργείου, η κατάστασις εξακολουθεί να είναι ανησυχητική διά τους παραγωγούς της περιοχής, οι οποίοι ζητούν την άμεσον λήψιν μέτρων. Κατά τας πληροφορίας μας, το ζήτημα θα εξετασθή εις την προσεχή σύσκεψιν των αρμοδίων παραγόντων, κατά την οποίαν θα ληφθούν σχετικαί αποφάσεις. Αι σχετικαί προτάσεις υπεβλήθησαν ήδη και αναμένεται η έγκρισίς των εντός των ημερών. Επίσης εζητήθη όπως παρασχεθή ενίσχυσις εις τους πληγέντας και ρυθμισθούν αι οφειλαί των προς την Αγροτικήν Τράπεζαν. bbox=[994, 1492, 1173, 1552]
headline: ΗΔΟΝΟΒΛΕΨΙΑΣ ΑΝΕΣΤΑΤΩΣΕ ΠΕΡΙΟΧΗΝ ΤΩΝ ΠΑΤΡΩΝ bbox=[426, 1147, 586, 1173]
headline: 297 ΔΡΑΧΜ. Η ΧΡΥΣΗ ΛΙΡΑ ΕΙΣ ΤΗΝ ΘΕΣΣΑΛΟΝΙΚΗΝ ΚΑΙ 295 ΔΡΑΧ. ΕΙΣ ΑΘΗΝΑΣ bbox=[412, 667, 600, 704]
newspaper-page bbox=[8, 7, 1564, 2310]
headline: ΕΙΔΙΚΗ ΜΕΤΑΧΕΙΡΙΣΙΣ ΔΙΑ ΤΟΝ ΚΛΑΔΟΝ ΤΩΝ ΖΗΤΕΙΤΑΙ ΥΠΟ ΤΩΝ ΔΙΚΑΣΤΙΚΩΝ ΥΠΑΛΛΗΛΩΝ bbox=[1187, 946, 1558, 975]
article-body: Ως ανεκοινώθη χθες υπό του αρμοδίου υπουργείου, η κατάστασις εξακολουθεί να είναι ανησυχητική διά τους παραγωγούς της περιοχής, οι οποίοι ζητούν την άμεσον λήψιν μέτρων. Κατά τας πληροφορίας μας, το ζήτημα θα εξετασθή εις την προσεχή σύσκεψιν των αρμοδίων παραγόντων, κατά την οποίαν θα ληφθούν σχετικαί αποφάσεις. Αι σχετικαί προτάσεις υπεβλήθησαν ήδη και αναμένεται η έγκρισίς των εντός των ημερών. Επίσης εζητήθη όπως παρασχεθή ενίσχυσις εις τους πληγέντας και ρυθμισθούν αι οφειλαί των προς την Αγροτικήν Τράπεζαν. Ο κ. υπουργός εδήλωσεν ότι η κυβέρνησις παρακολουθεί στενώς το θέμα και ότι θα ληφθή πάσα μέριμνα διά την ταχείαν αντιμετώπισίν του. Εις την σύσκεψιν έλαβον μέρος εκπρόσωποι των ενδιαφερομένων οργανώσεων, οι οποίοι εξέθεσαν τας απόψεις των. Τα σχετικά στοιχεία θα διαβιβασθούν εις τας αρμοδίας υπηρεσίας προς περαιτέρω μελέτην και επεξεργασίαν. Καθ' όλην την διάρκειαν της ημέρας επικρατεί ζωηρά κίνησις εις την πόλιν, οι δε κάτοικοι παρακολουθούν με ενδιαφέρον την εξέλιξιν των πραγμάτων. Αι αρχαί έλαβον έκτακτα μέτρα διά την τήρησιν της τάξεως, ενώ αι ανακρίσεις συνεχίζονται. ΧΑΙΡΕΤΙΣΜΟΣ ΤΟΥ κ. ΜΑΝΕΝΤΗ Ως ανεκοινώθη χθες υπό του αρμοδίου υπουργείου, η κατάστασις εξακολουθεί να είναι ανησυχητική διά τους παραγωγούς της περιοχής, οι οποίοι ζητούν την άμεσον λήψιν μέτρων. Κατά τας πληροφορίας μας, το ζήτημα θα εξετασθή εις την προσεχή σύσκεψιν των αρμοδίων παραγόντων, κατά την οποίαν θα ληφθούν σχετικαί αποφάσεις. Αι σχετικαί προτάσεις υπεβλήθησαν ήδη και αναμένεται η έγκρισίς των εντός των ημερών. Επίσης εζητήθη όπως παρασχεθή ενίσχυσις εις τους πληγέντας και ρυθμισθούν αι οφειλαί των προς την Αγροτικήν Τράπεζαν. Ο κ. υπουργός εδήλωσεν ότι η κυβέρνησις παρακολουθεί στενώς το θέμα και ότι θα ληφθή πάσα μέριμνα διά την ταχείαν αντιμετώπισίν του. Εις την σύσκεψιν έλαβον μέρος εκπρόσωποι των ενδιαφερομένων οργανώσεων, οι οποίοι εξέθεσαν τας απόψεις των. Τα σχετικά στοιχεία θα διαβιβασθούν εις τας αρμοδίας υπηρεσίας προς περαιτέρω μελέτην και επεξεργασίαν. Καθ' όλην την διάρκειαν της ημέρας επικρατεί ζωηρά κίνησις εις την πόλιν, οι δε κάτοικοι παρακολουθούν με ενδιαφέρον την εξέλιξιν των πραγμάτων. Αι αρχαί έλαβον έκτακτα μέτρα διά την τήρησιν της τάξεως, ενώ αι ανακρίσεις συνεχίζονται. Ως ανεκοινώθη χθες υπό του αρμοδίου υπουργείου, η κατάστασις εξακολουθεί να είναι ανησυχητική διά τους παραγωγούς της περιοχής, οι οποίοι ζητούν την άμεσον λήψιν μέτρων. Κατά τας πληροφορίας μας, το ζήτημα θα εξετασθή εις την προσεχή σύσκεψιν των αρμοδίων παραγόντων, κατά την οποίαν θα ληφθούν σχετικαί αποφάσεις. Αι σχετικαί προτάσεις υπεβλήθησαν ήδη και αναμένεται η έγκρισίς των εντός των ημερών. Επίσης εζητήθη όπως παρασχεθή ενίσχυσις εις τους πληγέντας και ρυθμισθούν αι οφειλαί των προς την Αγροτικήν Τράπεζαν. bbox=[621, 66, 986, 232]
article-body: Ως ανεκοινώθη χθες υπό του αρμοδίου υπουργείου, η κατάστασις εξακολουθεί να είναι ανησυχητική διά τους παραγωγούς της περιοχής, οι οποίοι ζητούν την άμεσον λήψιν μέτρων. Κατά τας πληροφορίας μας, το ζήτημα θα εξετασθή εις την προσεχή σύσκεψιν των αρμοδίων παραγόντων, κατά την οποίαν θα ληφθούν σχετικαί αποφάσεις. Αι σχετικαί προτάσεις υπεβλήθησαν ήδη και αναμένεται η έγκρισίς των εντός των ημερών. Επίσης εζητήθη όπως παρασχεθή ενίσχυσις εις τους πληγέντας και ρυθμισθούν αι οφειλαί των προς την Αγροτικήν Τράπεζαν. Καθ' όλην την διάρκειαν της ημέρας επικρατεί ζωηρά κίνησις εις την πόλιν, οι δε κάτοικοι παρακολουθούν με ενδιαφέρον την εξέλιξιν των πραγμάτων. Αι αρχαί έλαβον έκτακτα μέτρα διά την τήρησιν της τάξεως, ενώ αι ανακρίσεις συνεχίζονται. bbox=[399, 1637, 613, 1710]
subheadline: ΕΚΑΜΕ ΣΥΣΤΑΣΕΙΣ ΠΡΟΣ ΤΟΥΣ ΥΠΑΛΛΗΛΟΥΣ bbox=[663, 47, 944, 63]
headline: ΕΠΙΣΤΗΜΟΝΙΚΗ ΣΥΝΕΡΓΑΣΙΑ ΚΙΝΑΣ ΚΑΙ ΣΟΒ. ΕΝΩΣΕΩΣ bbox=[1008, 1580, 1159, 1606]
gold-rate-row bbox=[399, 794, 613, 801]
headline: Ο κ. ΡΑΣΚ ΕΠΕΣΚΕΦΘΗ ΕΙΣ ΤΟ ΝΟΣΟΚΟΜΕΙΟΝ ΤΟΝ κ. ΣΤΙΚΕΡ bbox=[1003, 1221, 1164, 1246]
gold-rate-cell: 296,50 bbox=[499, 766, 521, 774]
article-body: Ο κ. υπουργός εδήλωσεν ότι η κυβέρνησις παρακολουθεί στενώς το θέμα και ότι θα ληφθή πάσα μέριμνα διά την ταχείαν αντιμετώπισίν του. Εις την σύσκεψιν έλαβον μέρος εκπρόσωποι των ενδιαφερομένων οργανώσεων, οι οποίοι εξέθεσαν τας απόψεις των. Τα σχετικά στοιχεία θα διαβιβασθούν εις τας αρμοδίας υπηρεσίας προς περαιτέρω μελέτην και επεξεργασίαν. Ως ανεκοινώθη χθες υπό του αρμοδίου υπουργείου, η κατάστασις εξακολουθεί να είναι ανησυχητική διά τους παραγωγούς της περιοχής, οι οποίοι ζητούν την άμεσον λήψιν μέτρων. Κατά τας πληροφορίας μας, το ζήτημα θα εξετασθή εις την προσεχή σύσκεψιν των αρμοδίων παραγόντων, κατά την οποίαν θα ληφθούν σχετικαί αποφάσεις. Αι σχετικαί προτάσεις υπεβλήθησαν ήδη και αναμένεται η έγκρισίς των εντός των ημερών. Επίσης εζητήθη όπως παρασχεθή ενίσχυσις εις τους πληγέντας και ρυθμισθούν αι οφειλαί των προς την Αγροτικήν Τράπεζαν. Καθ' όλην την διάρκειαν της ημέρας επικρατεί ζωηρά κίνησις εις την πόλιν, οι δε κάτοικοι παρακολουθούν με ενδιαφέρον την εξέλιξιν των πραγμάτων. Αι αρχαί έλαβον έκτακτα μέτρα διά την τήρησιν της τάξεως, ενώ αι ανακρίσεις συνεχίζονται. Ο κ. υπουργός εδήλωσεν ότι η κυβέρνησις παρακολουθεί στενώς το θέμα και ότι θα ληφθή πάσα μέριμνα διά την ταχείαν αντιμετώπισίν του. Εις την σύσκεψιν έλαβον μέρος εκπρόσωποι των ενδιαφερομένων οργανώσεων, οι οποίοι εξέθεσαν τας απόψεις των. Τα σχετικά στοιχεία θα διαβιβασθούν εις τας αρμοδίας υπηρεσίας προς περαιτέρω μελέτην και επεξεργασίαν. bbox=[621, 1522, 986, 1609]
headline: 152 ΔΗΜΟΔΙΔΑΣΚΑΛΟΙ ΘΑ ΕΚΠΑΙΔΕΥΘΟΥΝ ΕΙΣ ΤΟ ΠΡΟΓΡΑΜΜΑ ΑΓΡΟΠΟΙΗΣΕΩΣ bbox=[409, 344, 603, 381]
section-heading: ΜΙΚΡΑ ΕΓΧΩΡΙΑ ΝΕΑ bbox=[1416, 1455, 1525, 1468]
gold-rate-cell: 240,00 bbox=[498, 801, 520, 808]
article-body: Ως ανεκοινώθη χθες υπό του αρμοδίου υπουργείου, η κατάστασις εξακολουθεί να είναι ανησυχητική διά τους παραγωγούς της περιοχής, οι οποίοι ζητούν την άμεσον λήψιν μέτρων. Κατά τας πληροφορίας μας, το ζήτημα θα εξετασθή εις την προσεχή σύσκεψιν των αρμοδίων παραγόντων, κατά την οποίαν θα ληφθούν σχετικαί αποφάσεις. Αι σχετικαί προτάσεις υπεβλήθησαν ήδη και αναμένεται η έγκρισίς των εντός των ημερών. Επίσης εζητήθη όπως παρασχεθή ενίσχυσις εις τους πληγέντας και ρυθμισθούν αι οφειλαί των προς την Αγροτικήν Τράπεζαν. Καθ' όλην την διάρκειαν της ημέρας επικρατεί ζωηρά κίνησις εις την πόλιν, οι δε κάτοικοι παρακολουθούν με ενδιαφέρον την εξέλιξιν των πραγμάτων. Αι αρχαί έλαβον έκτακτα μέτρα διά την τήρησιν της τάξεως, ενώ αι ανακρίσεις συνεχίζονται. bbox=[399, 923, 613, 996]
article-body: ΑΘΗΝΑΙ, 20.— Ως ανεκοινώθη χθες υπό του αρμοδίου υπουργείου, η κατάστασις εξακολουθεί να είναι ανησυχητική διά τους παραγωγούς της περιοχής, οι οποίοι ζητούν την άμεσον λήψιν μέτρων. Κατά τας πληροφορίας μας, το ζήτημα θα εξετασθή εις την προσεχή σύσκεψιν των αρμοδίων παραγόντων, κατά την οποίαν θα ληφθούν σχετικαί αποφάσεις. Αι σχετικαί προτάσεις υπεβλήθησαν ήδη και αναμένεται η έγκρισίς των εντός των ημερών. Επίσης εζητήθη όπως παρασχεθή ενίσχυσις εις τους πληγέντας και ρυθμισθούν αι οφειλαί των προς την Αγροτικήν Τράπεζαν. Ο κ. υπουργός εδήλωσεν ότι η κυβέρνησις παρακολουθεί στενώς το θέμα και ότι θα ληφθή πάσα μέριμνα διά την ταχείαν αντιμετώπισίν του. Εις την σύσκεψιν έλαβον μέρος εκπρόσωποι των ενδιαφερομένων οργανώσεων, οι οποίοι εξέθεσαν τας απόψεις των. Τα σχετικά στοιχεία θα διαβιβασθούν εις τας αρμοδίας υπηρεσίας προς περαιτέρω μελέτην και επεξεργασίαν. ΟΙ ΑΝΤΙΠΡΟΣΩΠΟΙ Καθ' όλην την διάρκειαν της ημέρας επικρατεί ζωηρά κίνησις εις την πόλιν, οι δε κάτοικοι παρακολουθούν με ενδιαφέρον την εξέλιξιν των πραγμάτων. Αι αρχαί έλαβον έκτακτα μέτρα διά την τήρησιν της τάξεως, ενώ αι ανακρίσεις συνεχίζονται. Ως ανεκοινώθη χθες υπό του αρμοδίου υπουργείου, η κατάστασις εξακολουθεί να είναι ανησυχητική διά τους παραγωγούς της περιοχής, οι οποίοι ζητούν την άμεσον λήψιν μέτρων. Κατά τας πληροφορίας μας, το ζήτημα θα εξετασθή εις την προσεχή σύσκεψιν των αρμοδίων παραγόντων, κατά την οποίαν θα ληφθούν σχετικαί αποφάσεις. Αι σχετικαί προτάσεις υπεβλήθησαν ήδη και αναμένεται η έγκρισίς των εντός των ημερών. Επίσης εζητήθη όπως παρασχεθή ενίσχυσις εις τους πληγέντας και ρυθμισθούν αι οφειλαί των προς την Αγροτικήν Τράπεζαν. ΣΥΓΚΕΝΤΡΩΣΙΣ ΤΩΝ ΚΑΠΝΩΝ ΚΑΙ ΜΕΤΡΑ Ο κ. υπουργός εδήλωσεν ότι η κυβέρνησις παρακολουθεί στενώς το θέμα και ότι θα ληφθή πάσα μέριμνα διά την ταχείαν αντιμετώπισίν του. Εις την σύσκεψιν έλαβον μέρος εκπρόσωποι των ενδιαφερομένων οργανώσεων, οι οποίοι εξέθεσαν τας απόψεις των. Τα σχετικά στοιχεία θα διαβιβασθούν εις τας αρμοδίας υπηρεσίας προς περαιτέρω μελέτην και επεξεργασίαν. Καθ' όλην την διάρκειαν της ημέρας επικρατεί ζωηρά κίνησις εις την πόλιν, οι δε κάτοικοι παρακολουθούν με ενδιαφέρον την εξέλιξιν των πραγμάτων. Αι αρχαί έλαβον έκτακτα μέτρα διά την τήρησιν της τάξεως, ενώ αι ανακρίσεις συνεχίζονται. Ως ανεκοινώθη χθες υπό του αρμοδίου υπουργείου, η κατάστασις εξακολουθεί να είναι ανησυχητική διά τους παραγωγούς της περιοχής, οι οποίοι ζητούν την άμεσον λήψιν μέτρων. Κατά τας πληροφορίας μας, το ζήτημα θα εξετασθή εις την προσεχή σύσκεψιν των αρμοδίων παραγόντων, κατά την οποίαν θα ληφθούν σχετικαί αποφάσεις. Αι σχετικαί προτάσεις υπεβλήθησαν ήδη και αναμένεται η έγκρισίς των εντός των ημερών. Επίσης εζητήθη όπως παρασχεθή ενίσχυσις εις τους πληγέντας και ρυθμισθούν αι οφειλαί των προς την Αγροτικήν Τράπεζαν. bbox=[8, 72, 392, 250]
gold-rate-row bbox=[399, 807, 613, 814]
headline: ΤΥΧΗΡΟΣ ΤΟΥ ΣΟΥΗΔΙΚΗ ΠΑΙΧΝΙΔΙΟΥ ΑΝΩΝΥΜΙΑΝ bbox=[1017, 1707, 1151, 1733]
gold-rate-cell: Τουρκικής bbox=[399, 814, 430, 822]
section-heading: ΑΠΟ ΤΗΝ ΒΕΡΟΙΑΝ bbox=[8, 1707, 122, 1721]
section-heading: ΣΥΓΚΕΝΤΡΩΣΙΣ ΤΩΝ ΚΑΠΝΩΝ ΚΑΙ ΜΕΤΡΑ bbox=[209, 102, 385, 128]
gold-rate-row bbox=[399, 766, 613, 773]
headline: ΛΑΘΡΕΜΠΟΡΟΣ ΝΑΡΚΩΤΙΚΩΝ ΣΥΝΕΛΗΦΘΗ ΚΑΘ' ΟΔΟΝ bbox=[24, 360, 375, 394]
section-heading: ΚΑΙ ΕΙΣ ΛΑΡΙΣΑΝ bbox=[853, 484, 941, 498]
headline: ΚΙΝΔΥΝΕΥΕΙ ΣΟΒΑΡΩΣ Η ΒΑΜΒΑΚΟΚΑΛΛΙΕΡΓΕΙΑ ΑΝ ΔΕΝ ΛΗΦΘΟΥΝ ΕΙΔΙΚΑ ΜΕΤΡΑ ΠΡΟΣΤΑΣΙΑΣ bbox=[11, 11, 388, 45]
article-body: ΑΠΟ ΤΗΝ ΝΙΓΡΙΤΑΝ Ως ανεκοινώθη χθες υπό του αρμοδίου υπουργείου, η κατάστασις εξακολουθεί να είναι ανησυχητική διά τους παραγωγούς της περιοχής, οι οποίοι ζητούν την άμεσον λήψιν μέτρων. Κατά τας πληροφορίας μας, το ζήτημα θα εξετασθή εις την προσεχή σύσκεψιν των αρμοδίων παραγόντων, κατά την οποίαν θα ληφθούν σχετικαί αποφάσεις. Αι σχετικαί προτάσεις υπεβλήθησαν ήδη και αναμένεται η έγκρισίς των εντός των ημερών. Επίσης εζητήθη όπως παρασχεθή ενίσχυσις εις τους πληγέντας και ρυθμισθούν αι οφειλαί των προς την Αγροτικήν Τράπεζαν. ΑΠΟ ΤΗΝ ΓΟΥΜΕΝΙΣΣΑΝ Καθ' όλην την διάρκειαν της ημέρας επικρατεί ζωηρά κίνησις εις την πόλιν, οι δε κάτοικοι παρακολουθούν με ενδιαφέρον την εξέλιξιν των πραγμάτων. Αι αρχαί έλαβον έκτακτα μέτρα διά την τήρησιν της τάξεως, ενώ αι ανακρίσεις συνεχίζονται. ΑΠΟ ΤΗΝ ΒΕΡΟΙΑΝ Ο κ. υπουργός εδήλωσεν ότι η κυβέρνησις παρακολουθεί στενώς το θέμα και ότι θα ληφθή πάσα μέριμνα διά την ταχείαν αντιμετώπισίν του. Εις την σύσκεψιν έλαβον μέρος εκπρόσωποι των ενδιαφερομένων οργανώσεων, οι οποίοι εξέθεσαν τας απόψεις των. Τα σχετικά στοιχεία θα διαβιβασθούν εις τας αρμοδίας υπηρεσίας προς περαιτέρω μελέτην και επεξεργασίαν. Ως ανεκοινώθη χθες υπό του αρμοδίου υπουργείου, η κατάστασις εξακολουθεί να είναι ανησυχητική διά τους παραγωγούς της περιοχής, οι οποίοι ζητούν την άμεσον λήψιν μέτρων. Κατά τας πληροφορίας μας, το ζήτημα θα εξετασθή εις την προσεχή σύσκεψιν των αρμοδίων παραγόντων, κατά την οποίαν θα ληφθούν σχετικαί αποφάσεις. Αι σχετικαί προτάσεις υπεβλήθησαν ήδη και αναμένεται η έγκρισίς των εντός των ημερών. Επίσης εζητήθη όπως παρασχεθή ενίσχυσις εις τους πληγέντας και ρυθμισθούν αι οφειλαί των προς την Αγροτικήν Τράπεζαν. ΑΠΟ ΤΗΝ ΚΟΜΟΤΗΝΗΝ Καθ' όλην την διάρκειαν της ημέρας επικρατεί ζωηρά κίνησις εις την πόλιν, οι δε κάτοικοι παρακολουθούν με ενδιαφέρον την εξέλιξιν των πραγμάτων. Αι αρχαί έλαβον έκτακτα μέτρα διά την τήρησιν της τάξεως, ενώ αι ανακρίσεις συνεχίζονται. Ο κ. υπουργός εδήλωσεν ότι η κυβέρνησις παρακολουθεί στενώς το θέμα και ότι θα ληφθή πάσα μέριμνα διά την ταχείαν αντιμετώπισίν του. Εις την σύσκεψιν έλαβον μέρος εκπρόσωποι των ενδιαφερομένων οργανώσεων, οι οποίοι εξέθεσαν τας απόψεις των. Τα σχετικά στοιχεία θα διαβιβασθούν εις τας αρμοδίας υπηρεσίας προς περαιτέρω μελέτην και επεξεργασίαν. ΑΠΟ ΤΗΝ ΦΛΩΡΙΝΑΝ Ως ανεκοινώθη χθες υπό του αρμοδίου υπουργείου, η κατάστασις εξακολουθεί να είναι ανησυχητική διά τους παραγωγούς της περιοχής, οι οποίοι ζητούν την άμεσον λήψιν μέτρων. Κατά τας πληροφορίας μας, το ζήτημα θα εξετασθή εις την προσεχή σύσκεψιν των αρμοδίων παραγόντων, κατά την οποίαν θα ληφθούν σχετικαί αποφάσεις. Αι σχετικαί προτάσεις υπεβλήθησαν ήδη και αναμένεται η έγκρισίς των εντός των ημερών. Επίσης εζητήθη όπως παρασχεθή ενίσχυσις εις τους πληγέντας και ρυθμισθούν αι οφειλαί των προς την Αγροτικήν Τράπεζαν. Καθ' όλην την διάρκειαν της ημέρας επικρατεί ζωηρά κίνησις εις την πόλιν, οι δε κάτοικοι παρακολουθούν με ενδιαφέρον την εξέλιξιν των πραγμάτων. Αι αρχαί έλαβον έκτακτα μέτρα διά την τήρησιν της τάξεως, ενώ αι ανακρίσεις συνεχίζονται. Ο κ. υπουργός εδήλωσεν ότι η κυβέρνησις παρακολουθεί στενώς το θέμα και ότι θα ληφθή πάσα μέριμνα διά την ταχείαν αντιμετώπισίν του. Εις την σύσκεψιν έλαβον μέρος εκπρόσωποι των ενδιαφερομένων οργανώσεων, οι οποίοι εξέθεσαν τας απόψεις των. Τα σχετικά στοιχεία θα διαβιβασθούν εις τας αρμοδίας υπηρεσίας προς περαιτέρω μελέτην και επεξεργασίαν. bbox=[8, 1593, 392, 1812]
article-body: ΑΘΗΝΑΙ, 20.— Ο κ. υπουργός εδήλωσεν ότι η κυβέρνησις παρακολουθεί στενώς το θέμα και ότι θα ληφθή πάσα μέριμνα διά την ταχείαν αντιμετώπισίν του. Εις την σύσκεψιν έλαβον μέρος εκπρόσωποι των ενδιαφερομένων οργανώσεων, οι οποίοι εξέθεσαν τας απόψεις των. Τα σχετικά στοιχεία θα διαβιβασθούν εις τας αρμοδίας υπηρεσίας προς περαιτέρω μελέτην και επεξεργασίαν. Ως ανεκοινώθη χθες υπό του αρμοδίου υπουργείου, η κατάστασις εξακολουθεί να είναι ανησυχητική διά τους παραγωγούς της περιοχής, οι οποίοι ζητούν την άμεσον λήψιν μέτρων. Κατά τας πληροφορίας μας, το ζήτημα θα εξετασθή εις την προσεχή σύσκεψιν των αρμοδίων παραγόντων, κατά την οποίαν θα ληφθούν σχετικαί αποφάσεις. Αι σχετικαί προτάσεις υπεβλήθησαν ήδη και αναμένεται η έγκρισίς των εντός των ημερών. Επίσης εζητήθη όπως παρασχεθή ενίσχυσις εις τους πληγέντας και ρυθμισθούν αι οφειλαί των προς την Αγροτικήν Τράπεζαν. Καθ' όλην την διάρκειαν της ημέρας επικρατεί ζωηρά κίνησις εις την πόλιν, οι δε κάτοικοι παρακολουθούν με ενδιαφέρον την εξέλιξιν των πραγμάτων. Αι αρχαί έλαβον έκτακτα μέτρα διά την τήρησιν της τάξεως, ενώ αι ανακρίσεις συνεχίζονται. Ο κ. υπουργός εδήλωσεν ότι η κυβέρνησις παρακολουθεί στενώς το θέμα και ότι θα ληφθή πάσα μέριμνα διά την ταχείαν αντιμετώπισίν του. Εις την σύσκεψιν έλαβον μέρος εκπρόσωποι των ενδιαφερομένων οργανώσεων, οι οποίοι εξέθεσαν τας απόψεις των. Τα σχετικά στοιχεία θα διαβιβασθούν εις τας αρμοδίας υπηρεσίας προς περαιτέρω μελέτην και επεξεργασίαν. Ως ανεκοινώθη χθες υπό του αρμοδίου υπουργείου, η κατάστασις εξακολουθεί να είναι ανησυχητική διά τους παραγωγούς της περιοχής, οι οποίοι ζητούν την άμεσον λήψιν μέτρων. Κατά τας πληροφορίας μας, το ζήτημα θα εξετασθή εις την προσεχή σύσκεψιν των αρμοδίων παραγόντων, κατά την οποίαν θα ληφθούν σχετικαί αποφάσεις. Αι σχετικαί προτάσεις υπεβλήθησαν ήδη και αναμένεται η έγκρισίς των εντός των ημερών. Επίσης εζητήθη όπως παρασχεθή ενίσχυσις εις τους πληγέντας και ρυθμισθούν αι οφειλαί των προς την Αγροτικήν Τράπεζαν. bbox=[621, 892, 986, 1004]
headline: ΜΙΚΡΑΙ ΕΙΔΗΣΕΙΣ ΕΞ ΑΘΗΝΩΝ ΧΩΡΙΣ ΤΙΤΛΟΝ bbox=[38, 1257, 361, 1276]
article-body: ΑΘΗΝΑΙ, 20.— Ως ανεκοινώθη χθες υπό του αρμοδίου υπουργείου, η κατάστασις εξακολουθεί να είναι ανησυχητική διά τους παραγωγούς της περιοχής, οι οποίοι ζητούν την άμεσον λήψιν μέτρων. Κατά τας πληροφορίας μας, το ζήτημα θα εξετασθή εις την προσεχή σύσκεψιν των αρμοδίων παραγόντων, κατά την οποίαν θα ληφθούν σχετικαί αποφάσεις. Αι σχετικαί προτάσεις υπεβλήθησαν ήδη και αναμένεται η έγκρισίς των εντός των ημερών. Επίσης εζητήθη όπως παρασχεθή ενίσχυσις εις τους πληγέντας και ρυθμισθούν αι οφειλαί των προς την Αγροτικήν Τράπεζαν. Ο κ. υπουργός εδήλωσεν ότι η κυβέρνησις παρακολουθεί στενώς το θέμα και ότι θα ληφθή πάσα μέριμνα διά την ταχείαν αντιμετώπισίν του. Εις την σύσκεψιν έλαβον μέρος εκπρόσωποι των ενδιαφερομένων οργανώσεων, οι οποίοι εξέθεσαν τας απόψεις των. Τα σχετικά στοιχεία θα διαβιβασθούν εις τας αρμοδίας υπηρεσίας προς περαιτέρω μελέτην και επεξεργασίαν. Καθ' όλην την διάρκειαν της ημέρας επικρατεί ζωηρά κίνησις εις την πόλιν, οι δε κάτοικοι παρακολουθούν με ενδιαφέρον την εξέλιξιν των πραγμάτων. Αι αρχαί έλαβον έκτακτα μέτρα διά την τήρησιν της τάξεως, ενώ αι ανακρίσεις συνεχίζονται. Ως ανεκοινώθη χθες υπό του αρμοδίου υπουργείου, η κατάστασις εξακολουθεί να είναι ανησυχητική διά τους παραγωγούς της περιοχής, οι οποίοι ζητούν την άμεσον λήψιν μέτρων. Κατά τας πληροφορίας μας, το ζήτημα θα εξετασθή εις την προσεχή σύσκεψιν των αρμοδίων παραγόντων, κατά την οποίαν θα ληφθούν σχετικαί αποφάσεις. Αι σχετικαί προτάσεις υπεβλήθησαν ήδη και αναμένεται η έγκρισίς των εντός των ημερών. Επίσης εζητήθη όπως παρασχεθή ενίσχυσις εις τους πληγέντας και ρυθμισθούν αι οφειλαί των προς την Αγροτικήν Τράπεζαν. bbox=[8, 595, 391, 689]
section-heading: ΟΙ ΑΝΤΙΠΡΟΣΩΠΟΙ bbox=[53, 174, 150, 188]
headline: ΝΕΦΕΛΩΔΗΣ ΜΕΤΑ ΒΡΟΧΩΝ Ο ΚΑΙΡΟΣ ΕΙΣ ΒΟΡ. ΕΛΛΑΔΑ bbox=[1196, 526, 1548, 542]
headline: ΑΙ ΑΡΧΑΙ ΑΝΤΑΠΕΔΩΣΑΝ ΕΠΙ ΤΟΥ «ΚΑΜΠΕΡΑ» ΤΑΣ ΕΠΙΣΚΕΨΕΙΣ ΤΟΥ ΝΑΥΑΡΧΟΥ ΠΙΝΝΕΥ bbox=[645, 1702, 963, 1732]
gold-rate-cell: 291,00 bbox=[500, 787, 522, 795]
gold-rate-cell: 256,00 bbox=[498, 807, 520, 815]
gold-rate-cell: 238,00 bbox=[500, 814, 522, 822]
article-body: Ως ανεκοινώθη χθες υπό του αρμοδίου υπουργείου, η κατάστασις εξακολουθεί να είναι ανησυχητική διά τους παραγωγούς της περιοχής, οι οποίοι ζητούν την άμεσον λήψιν μέτρων. Κατά τας πληροφορίας μας, το ζήτημα θα εξετασθή εις την προσεχή σύσκεψιν των αρμοδίων παραγόντων, κατά την οποίαν θα ληφθούν σχετικαί αποφάσεις. Αι σχετικαί προτάσεις υπεβλήθησαν ήδη και αναμένεται η έγκρισίς των εντός των ημερών. Επίσης εζητήθη όπως παρασχεθή ενίσχυσις εις τους πληγέντας και ρυθμισθούν αι οφειλαί των προς την Αγροτικήν Τράπεζαν. Ο κ. υπουργός εδήλωσεν ότι η κυβέρνησις παρακολουθεί στενώς το θέμα και ότι θα ληφθή πάσα μέριμνα διά την ταχείαν αντιμετώπισίν του. Εις την σύσκεψιν έλαβον μέρος εκπρόσωποι των ενδιαφερομένων οργανώσεων, οι οποίοι εξέθεσαν τας απόψεις των. Τα σχετικά στοιχεία θα διαβιβασθούν εις τας αρμοδίας υπηρεσίας προς περαιτέρω μελέτην και επεξεργασίαν. Καθ' όλην την διάρκειαν της ημέρας επικρατεί ζωηρά κίνησις εις την πόλιν, οι δε κάτοικοι παρακολουθούν με ενδιαφέρον την εξέλιξιν των πραγμάτων. Αι αρχαί έλαβον έκτακτα μέτρα διά την τήρησιν της τάξεως, ενώ αι ανακρίσεις συνεχίζονται. Ως ανεκοινώθη χθες υπό του αρμοδίου υπουργείου, η κατάστασις εξακολουθεί να είναι ανησυχητική διά τους παραγωγούς της περιοχής, οι οποίοι ζητούν την άμεσον λήψιν μέτρων. Κατά τας πληροφορίας μας, το ζήτημα θα εξετασθή εις την προσεχή σύσκεψιν των αρμοδίων παραγόντων, κατά την οποίαν θα ληφθούν σχετικαί αποφάσεις. Αι σχετικαί προτάσεις υπεβλήθησαν ήδη και αναμένεται η έγκρισίς των εντός των ημερών. Επίσης εζητήθη όπως παρασχεθή ενίσχυσις εις τους πληγέντας και ρυθμισθούν αι οφειλαί των προς την Αγροτικήν Τράπεζαν. bbox=[621, 660, 986, 752]
gold-rate-row bbox=[399, 801, 613, 807]
article-body: Καθ' όλην την διάρκειαν της ημέρας επικρατεί ζωηρά κίνησις εις την πόλιν, οι δε κάτοικοι παρακολουθούν με ενδιαφέρον την εξέλιξιν των πραγμάτων. Αι αρχαί έλαβον έκτακτα μέτρα διά την τήρησιν της τάξεως, ενώ αι ανακρίσεις συνεχίζονται. Ως ανεκοινώθη χθες υπό του αρμοδίου υπουργείου, η κατάστασις εξακολουθεί να είναι ανησυχητική διά τους παραγωγούς της περιοχής, οι οποίοι ζητούν την άμεσον λήψιν μέτρων. Κατά τας πληροφορίας μας, το ζήτημα θα εξετασθή εις την προσεχή σύσκεψιν των αρμοδίων παραγόντων, κατά την οποίαν θα ληφθούν σχετικαί αποφάσεις. Αι σχετικαί προτάσεις υπεβλήθησαν ήδη και αναμένεται η έγκρισίς των εντός των ημερών. Επίσης εζητήθη όπως παρασχεθή ενίσχυσις εις τους πληγέντας και ρυθμισθούν αι οφειλαί των προς την Αγροτικήν Τράπεζαν. Ο κ. υπουργός εδήλωσεν ότι η κυβέρνησις παρακολουθεί στενώς το θέμα και ότι θα ληφθή πάσα μέριμνα διά την ταχείαν αντιμετώπισίν του. Εις την σύσκεψιν έλαβον μέρος εκπρόσωποι των ενδιαφερομένων οργανώσεων, οι οποίοι εξέθεσαν τας απόψεις των. Τα σχετικά στοιχεία θα διαβιβασθούν εις τας αρμοδίας υπηρεσίας προς περαιτέρω μελέτην και επεξεργασίαν. bbox=[399, 1176, 614, 1282]
article-body: Ως ανεκοινώθη χθες υπό του αρμοδίου υπουργείου, η κατάστασις εξακολουθεί να είναι ανησυχητική διά τους παραγωγούς της περιοχής, οι οποίοι ζητούν την άμεσον λήψιν μέτρων. Κατά τας πληροφορίας μας, το ζήτημα θα εξετασθή εις την προσεχή σύσκεψιν των αρμοδίων παραγόντων, κατά την οποίαν θα ληφθούν σχετικαί αποφάσεις. Αι σχετικαί προτάσεις υπεβλήθησαν ήδη και αναμένεται η έγκρισίς των εντός των ημερών. Επίσης εζητήθη όπως παρασχεθή ενίσχυσις εις τους πληγέντας και ρυθμισθούν αι οφειλαί των προς την Αγροτικήν Τράπεζαν. Καθ' όλην την διάρκειαν της ημέρας επικρατεί ζωηρά κίνησις εις την πόλιν, οι δε κάτοικοι παρακολουθούν με ενδιαφέρον την εξέλιξιν των πραγμάτων. Αι αρχαί έλαβον έκτακτα μέτρα διά την τήρησιν της τάξεως, ενώ αι ανακρίσεις συνεχίζονται. bbox=[994, 641, 1173, 727]
article-body: Ο κ. υπουργός εδήλωσεν ότι η κυβέρνησις παρακολουθεί στενώς το θέμα και ότι θα ληφθή πάσα μέριμνα διά την ταχείαν αντιμετώπισίν του. Εις την σύσκεψιν έλαβον μέρος εκπρόσωποι των ενδιαφερομένων οργανώσεων, οι οποίοι εξέθεσαν τας απόψεις των. Τα σχετικά στοιχεία θα διαβιβασθούν εις τας αρμοδίας υπηρεσίας προς περαιτέρω μελέτην και επεξεργασίαν. Ως ανεκοινώθη χθες υπό του αρμοδίου υπουργείου, η κατάστασις εξακολουθεί να είναι ανησυχητική διά τους παραγωγούς της περιοχής, οι οποίοι ζητούν την άμεσον λήψιν μέτρων. Κατά τας πληροφορίας μας, το ζήτημα θα εξετασθή εις την προσεχή σύσκεψιν των αρμοδίων παραγόντων, κατά την οποίαν θα ληφθούν σχετικαί αποφάσεις. Αι σχετικαί προτάσεις υπεβλήθησαν ήδη και αναμένεται η έγκρισίς των εντός των ημερών. Επίσης εζητήθη όπως παρασχεθή ενίσχυσις εις τους πληγέντας και ρυθμισθούν αι οφειλαί των προς την Αγροτικήν Τράπεζαν. bbox=[994, 800, 1173, 898]
article-body: Ο κ. υπουργός εδήλωσεν ότι η κυβέρνησις παρακολουθεί στενώς το θέμα και ότι θα ληφθή πάσα μέριμνα διά την ταχείαν αντιμετώπισίν του. Εις την σύσκεψιν έλαβον μέρος εκπρόσωποι των ενδιαφερομένων οργανώσεων, οι οποίοι εξέθεσαν τας απόψεις των. Τα σχετικά στοιχεία θα διαβιβασθούν εις τας αρμοδίας υπηρεσίας προς περαιτέρω μελέτην και επεξεργασίαν. Ως ανεκοινώθη χθες υπό του αρμοδίου υπουργείου, η κατάστασις εξακολουθεί να είναι ανησυχητική διά τους παραγωγούς της περιοχής, οι οποίοι ζητούν την άμεσον λήψιν μέτρων. Κατά τας πληροφορίας μας, το ζήτημα θα εξετασθή εις την προσεχή σύσκεψιν των αρμοδίων παραγόντων, κατά την οποίαν θα ληφθούν σχετικαί αποφάσεις. Αι σχετικαί προτάσεις υπεβλήθησαν ήδη και αναμένεται η έγκρισίς των εντός των ημερών. Επίσης εζητήθη όπως παρασχεθή ενίσχυσις εις τους πληγέντας και ρυθμισθούν αι οφειλαί των προς την Αγροτικήν Τράπεζαν. Καθ' όλην την διάρκειαν της ημέρας επικρατεί ζωηρά κίνησις εις την πόλιν, οι δε κάτοικοι παρακολουθούν με ενδιαφέρον την εξέλιξιν των πραγμάτων. Αι αρχαί έλαβον έκτακτα μέτρα διά την τήρησιν της τάξεως, ενώ αι ανακρίσεις συνεχίζονται. Ο κ. υπουργός εδήλωσεν ότι η κυβέρνησις παρακολουθεί στενώς το θέμα και ότι θα ληφθή πάσα μέριμνα διά την ταχείαν αντιμετώπισίν του. Εις την σύσκεψιν έλαβον μέρος εκπρόσωποι των ενδιαφερομένων οργανώσεων, οι οποίοι εξέθεσαν τας απόψεις των. Τα σχετικά στοιχεία θα διαβιβασθούν εις τας αρμοδίας υπηρεσίας προς περαιτέρω μελέτην και επεξεργασίαν. Ως ανεκοινώθη χθες υπό του αρμοδίου υπουργείου, η κατάστασις εξακολουθεί να είναι ανησυχητική διά τους παραγωγούς της περιοχής, οι οποίοι ζητούν την άμεσον λήψιν μέτρων. Κατά τας πληροφορίας μας, το ζήτημα θα εξετασθή εις την προσεχή σύσκεψιν των αρμοδίων παραγόντων, κατά την οποίαν θα ληφθούν σχετικαί αποφάσεις. Αι σχετικαί προτάσεις υπεβλήθησαν ήδη και αναμένεται η έγκρισίς των εντός των ημερών. Επίσης εζητήθη όπως παρασχεθή ενίσχυσις εις τους πληγέντας και ρυθμισθούν αι οφειλαί των προς την Αγροτικήν Τράπεζαν. bbox=[8, 812, 391, 917]
subheadline: ΕΙΣ ΔΕΙΝΗΝ ΘΕΣΙΝ ΠΕΡΙΗΛΘΟΝ ΟΙ ΠΑΡΑΓΩΓΟΙ bbox=[55, 53, 344, 69]
headline: ΓΕΝΙΚΕΥΕΤΑΙ Ο ΑΓΩΝ ΔΙΑ ΤΗΝ ΚΑΘΑΡΙΟΤΗΤΑ ΤΗΣ ΛΙΜΝΗΣ ΑΝΑΤΟΛΙΚΗΣ bbox=[426, 1294, 586, 1331]
article-body: Ο κ. υπουργός εδήλωσεν ότι η κυβέρνησις παρακολουθεί στενώς το θέμα και ότι θα ληφθή πάσα μέριμνα διά την ταχείαν αντιμετώπισίν του. Εις την σύσκεψιν έλαβον μέρος εκπρόσωποι των ενδιαφερομένων οργανώσεων, οι οποίοι εξέθεσαν τας απόψεις των. Τα σχετικά στοιχεία θα διαβιβασθούν εις τας αρμοδίας υπηρεσίας προς περαιτέρω μελέτην και επεξεργασίαν. Ως ανεκοινώθη χθες υπό του αρμοδίου υπουργείου, η κατάστασις εξακολουθεί να είναι ανησυχητική διά τους παραγωγούς της περιοχής, οι οποίοι ζητούν την άμεσον λήψιν μέτρων. Κατά τας πληροφορίας μας, το ζήτημα θα εξετασθή εις την προσεχή σύσκεψιν των αρμοδίων παραγόντων, κατά την οποίαν θα ληφθούν σχετικαί αποφάσεις. Αι σχετικαί προτάσεις υπεβλήθησαν ήδη και αναμένεται η έγκρισίς των εντός των ημερών. Επίσης εζητήθη όπως παρασχεθή ενίσχυσις εις τους πληγέντας και ρυθμισθούν αι οφειλαί των προς την Αγροτικήν Τράπεζαν. bbox=[994, 1249, 1173, 1349]
section-heading: ΑΠΟ ΤΗΝ ΚΟΜΟΤΗΝΗΝ bbox=[203, 1593, 345, 1607]
subheadline: ΕΝΕΡΓΟΥΝΤΑΙ ΑΝΑΚΡΙΣΕΙΣ ΥΠΟ ΑΚΡΑΝ ΜΥΣΤΙΚΟΤΗΤΑ bbox=[29, 415, 369, 430]
gold-rate-row bbox=[399, 787, 613, 794]
headline: Η ΙΤΑΛΙΑ ΕΠΙΤΡΕΨΕ ΤΗΝ ΕΛΕΥΘΕΡΑΝ ΕΙΣΑΓΩΓΗΝ ΞΗΡΑΣ ΣΤΑΦΙΔΟΣ bbox=[409, 1031, 603, 1056]
section-heading: ΕΙΣ ΤΑΣ ΑΘΗΝΑΣ bbox=[462, 829, 550, 843]
headline: ΑΦΙΧΘΗ ΚΑΙ ΑΝΕΛΑΒΕ ΤΑ ΚΑΘΗΚΟΝΤΑ ΤΟΥ Ο ΥΦΥΠΟΥΡΓΟΣ ΒΟΡ. ΕΛΛΑΔΟΣ bbox=[638, 11, 970, 45]
subheadline: ΕΠΙΔΗΜΙΑ ΕΝΕΣΚΗΨΕΝ ΕΙΣ ΤΗΝ ΛΙΒΥΗΝ bbox=[678, 435, 929, 451]
column-3 bbox=[621, 7, 986, 2310]
headline: Ο ΕΟΡΤΑΣΜΟΣ ΤΗΣ ΜΑΧΗΣ ΤΟΥ ΛΑΧΑΝΑ bbox=[999, 1065, 1168, 1090]
headline: ΟΙ ΑΠΟΡΟΙ ΖΗΤΟΥΝ ΝΑ ΜΗ ΧΟΡΗΓΟΥΝΤΑΙ ΝΕΑΙ ΑΔΕΙΑΙ bbox=[434, 895, 578, 920]
gold-rate-row bbox=[399, 780, 613, 787]
section-heading: ΔΕΝ ΑΠΑΙΤΕΙΤΑΙ ΑΔΕΙΑ ΔΙ' ΙΔΡΥΣΙΝ ΣΑΠΩΝΟΠΟΙΕΙΩΝ bbox=[415, 1720, 597, 1745]
article-body: Καθ' όλην την διάρκειαν της ημέρας επικρατεί ζωηρά κίνησις εις την πόλιν, οι δε κάτοικοι παρακολουθούν με ενδιαφέρον την εξέλιξιν των πραγμάτων. Αι αρχαί έλαβον έκτακτα μέτρα διά την τήρησιν της τάξεως, ενώ αι ανακρίσεις συνεχίζονται. Ως ανεκοινώθη χθες υπό του αρμοδίου υπουργείου, η κατάστασις εξακολουθεί να είναι ανησυχητική διά τους παραγωγούς της περιοχής, οι οποίοι ζητούν την άμεσον λήψιν μέτρων. Κατά τας πληροφορίας μας, το ζήτημα θα εξετασθή εις την προσεχή σύσκεψιν των αρμοδίων παραγόντων, κατά την οποίαν θα ληφθούν σχετικαί αποφάσεις. Αι σχετικαί προτάσεις υπεβλήθησαν ήδη και αναμένεται η έγκρισίς των εντός των ημερών. Επίσης εζητήθη όπως παρασχεθή ενίσχυσις εις τους πληγέντας και ρυθμισθούν αι οφειλαί των προς την Αγροτικήν Τράπεζαν. bbox=[994, 1736, 1173, 1821]
gold-rate-cell: 297,00 bbox=[592, 766, 613, 774]
article-body: ΑΘΗΝΑΙ, 20.— Καθ' όλην την διάρκειαν της ημέρας επικρατεί ζωηρά κίνησις εις την πόλιν, οι δε κάτοικοι παρακολουθούν με ενδιαφέρον την εξέλιξιν των πραγμάτων. Αι αρχαί έλαβον έκτακτα μέτρα διά την τήρησιν της τάξεως, ενώ αι ανακρίσεις συνεχίζονται. Ως ανεκοινώθη χθες υπό του αρμοδίου υπουργείου, η κατάστασις εξακολουθεί να είναι ανησυχητική διά τους παραγωγούς της περιοχής, οι οποίοι ζητούν την άμεσον λήψιν μέτρων. Κατά τας πληροφορίας μας, το ζήτημα θα εξετασθή εις την προσεχή σύσκεψιν των αρμοδίων παραγόντων, κατά την οποίαν θα ληφθούν σχετικαί αποφάσεις. Αι σχετικαί προτάσεις υπεβλήθησαν ήδη και αναμένεται η έγκρισίς των εντός των ημερών. Επίσης εζητήθη όπως παρασχεθή ενίσχυσις εις τους πληγέντας και ρυθμισθούν αι οφειλαί των προς την Αγροτικήν Τράπεζαν. ΕΔΗΛΗΤΗΡΙΑΣΕ ΤΑΣ ΜΕΛΙΣΣΑΣ ΟΜΟΧΩΡΙΟΥ ΤΟΥ ΠΡΟΣ ΕΚΔΙΚΗΣΙΝ Ο κ. υπουργός εδήλωσεν ότι η κυβέρνησις παρακολουθεί στενώς το θέμα και ότι θα ληφθή πάσα μέριμνα διά την ταχείαν αντιμετώπισίν του. Εις την σύσκεψιν έλαβον μέρος εκπρόσωποι των ενδιαφερομένων οργανώσεων, οι οποίοι εξέθεσαν τας απόψεις των. Τα σχετικά στοιχεία θα διαβιβασθούν εις τας αρμοδίας υπηρεσίας προς περαιτέρω μελέτην και επεξεργασίαν. ΑΕΡΟΠΟΡΙΚΗ ΣΥΜΦΩΝΙΑ ΡΩΣΣΙΑΣ – ΑΙΓΥΠΤΟΥ Ως ανεκοινώθη χθες υπό του αρμοδίου υπουργείου, η κατάστασις εξακολουθεί να είναι ανησυχητική διά τους παραγωγούς της περιοχής, οι οποίοι ζητούν την άμεσον λήψιν μέτρων. Κατά τας πληροφορίας μας, το ζήτημα θα εξετασθή εις την προσεχή σύσκεψιν των αρμοδίων παραγόντων, κατά την οποίαν θα ληφθούν σχετικαί αποφάσεις. Αι σχετικαί προτάσεις υπεβλήθησαν ήδη και αναμένεται η έγκρισίς των εντός των ημερών. Επίσης εζητήθη όπως παρασχεθή ενίσχυσις εις τους πληγέντας και ρυθμισθούν αι οφειλαί των προς την Αγροτικήν Τράπεζαν. bbox=[1181, 366, 1564, 498]
article-body: Ως ανεκοινώθη χθες υπό του αρμοδίου υπουργείου, η κατάστασις εξακολουθεί να είναι ανησυχητική διά τους παραγωγούς της περιοχής, οι οποίοι ζητούν την άμεσον λήψιν μέτρων. Κατά τας πληροφορίας μας, το ζήτημα θα εξετασθή εις την προσεχή σύσκεψιν των αρμοδίων παραγόντων, κατά την οποίαν θα ληφθούν σχετικαί αποφάσεις. Αι σχετικαί προτάσεις υπεβλήθησαν ήδη και αναμένεται η έγκρισίς των εντός των ημερών. Επίσης εζητήθη όπως παρασχεθή ενίσχυσις εις τους πληγέντας και ρυθμισθούν αι οφειλαί των προς την Αγροτικήν Τράπεζαν. Ο κ. υπουργός εδήλωσεν ότι η κυβέρνησις παρακολουθεί στενώς το θέμα και ότι θα ληφθή πάσα μέριμνα διά την ταχείαν αντιμετώπισίν του. Εις την σύσκεψιν έλαβον μέρος εκπρόσωποι των ενδιαφερομένων οργανώσεων, οι οποίοι εξέθεσαν τας απόψεις των. Τα σχετικά στοιχεία θα διαβιβασθούν εις τας αρμοδίας υπηρεσίας προς περαιτέρω μελέτην και επεξεργασίαν. Καθ' όλην την διάρκειαν της ημέρας επικρατεί ζωηρά κίνησις εις την πόλιν, οι δε κάτοικοι παρακολουθούν με ενδιαφέρον την εξέλιξιν των πραγμάτων. Αι αρχαί έλαβον έκτακτα μέτρα διά την τήρησιν της τάξεως, ενώ αι ανακρίσεις συνεχίζονται. ΤΡΕΙΣ ΜΙΚΡΟΙ ΜΑΘΗΤΑΙ ΕΦΟΝΕΥΘΗΣΑΝ ΕΞ ΕΚΡΗΞΕΩΣ ΧΕΙΡΟΒΟΜΒΙΔΟΣ Ως ανεκοινώθη χθες υπό του αρμοδίου υπουργείου, η κατάστασις εξακολουθεί να είναι ανησυχητική διά τους παραγωγούς της περιοχής, οι οποίοι ζητούν την άμεσον λήψιν μέτρων. Κατά τας πληροφορίας μας, το ζήτημα θα εξετασθή εις την προσεχή σύσκεψιν των αρμοδίων παραγόντων, κατά την οποίαν θα ληφθούν σχετικαί αποφάσεις. Αι σχετικαί προτάσεις υπεβλήθησαν ήδη και αναμένεται η έγκρισίς των εντός των ημερών. Επίσης εζητήθη όπως παρασχεθή ενίσχυσις εις τους πληγέντας και ρυθμισθούν αι οφειλαί των προς την Αγροτικήν Τράπεζαν. ΔΡΑΠΕΤΗΣ ΤΩΝ ΦΥΛΑΚΩΝ ΤΗΣ ΚΑΣΣΑΝΔΡΑΣ ΣΥΝΕΛΗΦΘΗ ΕΙΣ ΛΑΡΙΣΑΝ Ο κ. υπουργός εδήλωσεν ότι η κυβέρνησις παρακολουθεί στενώς το θέμα και ότι θα ληφθή πάσα μέριμνα διά την ταχείαν αντιμετώπισίν του. Εις την σύσκεψιν έλαβον μέρος εκπρόσωποι των ενδιαφερομένων οργανώσεων, οι οποίοι εξέθεσαν τας απόψεις των. Τα σχετικά στοιχεία θα διαβιβασθούν εις τας αρμοδίας υπηρεσίας προς περαιτέρω μελέτην και επεξεργασίαν. bbox=[1181, 81, 1564, 240]
headline: ΕΠΑΝΗΛΘΕΝ ΕΙΣ ΤΟΝ ΜΗΝΙΣΤΗΡΑ ΤΗΣ ΑΛΛ ΕΚΕΙΝΟΣ ΔΙΕΛΥΣΕ ΤΟΝ ΑΡΡΑΒΩΝΑ bbox=[402, 541, 610, 566]
article-body: Ως ανεκοινώθη χθες υπό του αρμοδίου υπουργείου, η κατάστασις εξακολουθεί να είναι ανησυχητική διά τους παραγωγούς της περιοχής, οι οποίοι ζητούν την άμεσον λήψιν μέτρων. Κατά τας πληροφορίας μας, το ζήτημα θα εξετασθή εις την προσεχή σύσκεψιν των αρμοδίων παραγόντων, κατά την οποίαν θα ληφθούν σχετικαί αποφάσεις. Αι σχετικαί προτάσεις υπεβλήθησαν ήδη και αναμένεται η έγκρισίς των εντός των ημερών. Επίσης εζητήθη όπως παρασχεθή ενίσχυσις εις τους πληγέντας και ρυθμισθούν αι οφειλαί των προς την Αγροτικήν Τράπεζαν. Ο κ. υπουργός εδήλωσεν ότι η κυβέρνησις παρακολουθεί στενώς το θέμα και ότι θα ληφθή πάσα μέριμνα διά την ταχείαν αντιμετώπισίν του. Εις την σύσκεψιν έλαβον μέρος εκπρόσωποι των ενδιαφερομένων οργανώσεων, οι οποίοι εξέθεσαν τας απόψεις των. Τα σχετικά στοιχεία θα διαβιβασθούν εις τας αρμοδίας υπηρεσίας προς περαιτέρω μελέτην και επεξεργασίαν. Καθ' όλην την διάρκειαν της ημέρας επικρατεί ζωηρά κίνησις εις την πόλιν, οι δε κάτοικοι παρακολουθούν με ενδιαφέρον την εξέλιξιν των πραγμάτων. Αι αρχαί έλαβον έκτακτα μέτρα διά την τήρησιν της τάξεως, ενώ αι ανακρίσεις συνεχίζονται. bbox=[1181, 1171, 1564, 1231]
gold-rate-cell: 243,00 bbox=[499, 794, 521, 802]
headline: Ο ΚΟΜΗΣ ΚΟΥΝΤΕΝΧΟΒΕ ΠΡΟΤΕΙΝΕΙ ΔΙΑΣΚΕΨΙΝ ΝΑΤΟ ΚΑΙ ΧΩΡΩΝ ΣΥΜΦΩΝΟΥ ΒΑΡΣΟΒΙΑΣ bbox=[997, 11, 1170, 47]
headline: ΑΥΞΗΣΙΝ ΣΗΜΕΙΩΣΑΝ ΚΑΤΑ ΤΟΝ ΜΑΙΟΝ ΑΙ ΚΑΤΑΘΕΣΕΙΣ ΙΔΙΩΤΩΝ ΕΙΣ ΤΑΣ ΤΡΑΠΕΖΑΣ bbox=[1199, 783, 1546, 812]
gold-rate-cell: Ελβετικής bbox=[399, 787, 430, 795]
gold-rate-cell: 295,50 bbox=[499, 780, 521, 788]
headline: Ο ΧΑΙ-ΛΕ ΣΕΛΑΣΣΙΕ ΘΑ ΕΠΙΣΚΕΦΘΗ ΤΟ ΚΑΙ-ΡΟΝ ΔΙΑ ΣΥΝΟΜΙΛΙΑΣ bbox=[1009, 266, 1158, 304]
headline: ΕΠΕΚΤΑΣΙΝ ΤΗΣ ΝΕΑΣ ΚΑΛΛΙΕΡΓΕΙΑΣ ΚΑΠΝΟΥ ΔΙΕΠΙΣΤΩΣΕΝ Ο ΠΡΟΕΔΡΟΣ ΤΟΥ Ε.Ο.Κ. ΚΑΤΑ ΤΗΝ ΠΕΡΙΟΔΕΙΑΝ ΤΟΥ ΕΙΣ ΒΟΡ. ΕΛΛΑΔΑ bbox=[648, 614, 959, 657]
section-heading: ΕΔΗΛΗΤΗΡΙΑΣΕ ΤΑΣ ΜΕΛΙΣΣΑΣ ΟΜΟΧΩΡΙΟΥ ΤΟΥ ΠΡΟΣ ΕΚΔΙΚΗΣΙΝ bbox=[1183, 456, 1367, 481]
gold-rate-cell: 262,00 bbox=[592, 807, 613, 815]
gold-rate-cell: 296,50 bbox=[500, 773, 522, 781]
section-heading: ΕΙΣ ΤΟ ΦΑΛΗΡΟΝ bbox=[851, 1734, 943, 1747]
article-body: Ο κ. υπουργός εδήλωσεν ότι η κυβέρνησις παρακολουθεί στενώς το θέμα και ότι θα ληφθή πάσα μέριμνα διά την ταχείαν αντιμετώπισίν του. Εις την σύσκεψιν έλαβον μέρος εκπρόσωποι των ενδιαφερομένων οργανώσεων, οι οποίοι εξέθεσαν τας απόψεις των. Τα σχετικά στοιχεία θα διαβιβασθούν εις τας αρμοδίας υπηρεσίας προς περαιτέρω μελέτην και επεξεργασίαν. Ως ανεκοινώθη χθες υπό του αρμοδίου υπουργείου, η κατάστασις εξακολουθεί να είναι ανησυχητική διά τους παραγωγούς της περιοχής, οι οποίοι ζητούν την άμεσον λήψιν μέτρων. Κατά τας πληροφορίας μας, το ζήτημα θα εξετασθή εις την προσεχή σύσκεψιν των αρμοδίων παραγόντων, κατά την οποίαν θα ληφθούν σχετικαί αποφάσεις. Αι σχετικαί προτάσεις υπεβλήθησαν ήδη και αναμένεται η έγκρισίς των εντός των ημερών. Επίσης εζητήθη όπως παρασχεθή ενίσχυσις εις τους πληγέντας και ρυθμισθούν αι οφειλαί των προς την Αγροτικήν Τράπεζαν. bbox=[994, 464, 1173, 563]
headline: ΤΟ ΔΗΜΟΤΙΚΟΝ ΣΥΜΒΟΥΛΙΟΝ ΕΝΕΚΡΙΝΕ ΤΗΝ ΕΠΙΧΟΡΗΓΗΣΙΝ ΔΙΑΦΟΡΩΝ ΣΩΜΑΤΕΙΩΝ bbox=[34, 775, 365, 810]
article-body: Καθ' όλην την διάρκειαν της ημέρας επικρατεί ζωηρά κίνησις εις την πόλιν, οι δε κάτοικοι παρακολουθούν με ενδιαφέρον την εξέλιξιν των πραγμάτων. Αι αρχαί έλαβον έκτακτα μέτρα διά την τήρησιν της τάξεως, ενώ αι ανακρίσεις συνεχίζονται. Ως ανεκοινώθη χθες υπό του αρμοδίου υπουργείου, η κατάστασις εξακολουθεί να είναι ανησυχητική διά τους παραγωγούς της περιοχής, οι οποίοι ζητούν την άμεσον λήψιν μέτρων. Κατά τας πληροφορίας μας, το ζήτημα θα εξετασθή εις την προσεχή σύσκεψιν των αρμοδίων παραγόντων, κατά την οποίαν θα ληφθούν σχετικαί αποφάσεις. Αι σχετικαί προτάσεις υπεβλήθησαν ήδη και αναμένεται η έγκρισίς των εντός των ημερών. Επίσης εζητήθη όπως παρασχεθή ενίσχυσις εις τους πληγέντας και ρυθμισθούν αι οφειλαί των προς την Αγροτικήν Τράπεζαν. Ο κ. υπουργός εδήλωσεν ότι η κυβέρνησις παρακολουθεί στενώς το θέμα και ότι θα ληφθή πάσα μέριμνα διά την ταχείαν αντιμετώπισίν του. Εις την σύσκεψιν έλαβον μέρος εκπρόσωποι των ενδιαφερομένων οργανώσεων, οι οποίοι εξέθεσαν τας απόψεις των. Τα σχετικά στοιχεία θα διαβιβασθούν εις τας αρμοδίας υπηρεσίας προς περαιτέρω μελέτην και επεξεργασίαν. bbox=[8, 433, 392, 493]
headline: Ο ΔΙΠΛΩΜΑΤΙΚΟΣ ΥΠΑΛΛΗΛΟΣ Λ. ΖΑΦΕΙΡΙΟΥ ΕΜΗΝΥΘΗ ΥΠΟ ΑΔΕΛΦΟΥ ΙΕΡΟΔΟΥΛΟΥ ΔΙΟΤΙ ΤΟΝ ΕΧΑΡΑΚΤΗΡΙΣΕΝ ΠΡΟΑΓΩΓΟΝ bbox=[1181, 320, 1564, 363]
section-heading: ΘΑ ΖΗΤΗΘΗ ΑΝΑΒΟΛΗ ΤΩΝ ΕΞΕΤΑΣΕΩΝ ΤΩΝ ΑΣΚΟΥΜΕΝΩΝ ΔΙΚΗΓΟΡΩΝ bbox=[1182, 660, 1368, 697]
article-body: Καθ' όλην την διάρκειαν της ημέρας επικρατεί ζωηρά κίνησις εις την πόλιν, οι δε κάτοικοι παρακολουθούν με ενδιαφέρον την εξέλιξιν των πραγμάτων. Αι αρχαί έλαβον έκτακτα μέτρα διά την τήρησιν της τάξεως, ενώ αι ανακρίσεις συνεχίζονται. Ως ανεκοινώθη χθες υπό του αρμοδίου υπουργείου, η κατάστασις εξακολουθεί να είναι ανησυχητική διά τους παραγωγούς της περιοχής, οι οποίοι ζητούν την άμεσον λήψιν μέτρων. Κατά τας πληροφορίας μας, το ζήτημα θα εξετασθή εις την προσεχή σύσκεψιν των αρμοδίων παραγόντων, κατά την οποίαν θα ληφθούν σχετικαί αποφάσεις. Αι σχετικαί προτάσεις υπεβλήθησαν ήδη και αναμένεται η έγκρισίς των εντός των ημερών. Επίσης εζητήθη όπως παρασχεθή ενίσχυσις εις τους πληγέντας και ρυθμισθούν αι οφειλαί των προς την Αγροτικήν Τράπεζαν. Ο κ. υπουργός εδήλωσεν ότι η κυβέρνησις παρακολουθεί στενώς το θέμα και ότι θα ληφθή πάσα μέριμνα διά την ταχείαν αντιμετώπισίν του. Εις την σύσκεψιν έλαβον μέρος εκπρόσωποι των ενδιαφερομένων οργανώσεων, οι οποίοι εξέθεσαν τας απόψεις των. Τα σχετικά στοιχεία θα διαβιβασθούν εις τας αρμοδίας υπηρεσίας προς περαιτέρω μελέτην και επεξεργασίαν. ΤΟΥΡΚΟΚΥΠΡΙΟΣ ΕΤΡΑΥΜΑΤΙΣΘΗ ΥΠΟ ΑΓΝΩΣΤΟΥ Ως ανεκοινώθη χθες υπό του αρμοδίου υπουργείου, η κατάστασις εξακολουθεί να είναι ανησυχητική διά τους παραγωγούς της περιοχής, οι οποίοι ζητούν την άμεσον λήψιν μέτρων. Κατά τας πληροφορίας μας, το ζήτημα θα εξετασθή εις την προσεχή σύσκεψιν των αρμοδίων παραγόντων, κατά την οποίαν θα ληφθούν σχετικαί αποφάσεις. Αι σχετικαί προτάσεις υπεβλήθησαν ήδη και αναμένεται η έγκρισίς των εντός των ημερών. Επίσης εζητήθη όπως παρασχεθή ενίσχυσις εις τους πληγέντας και ρυθμισθούν αι οφειλαί των προς την Αγροτικήν Τράπεζαν. ΜΙΚΡΑ ΕΓΧΩΡΙΑ ΝΕΑ Ο κ. υπουργός εδήλωσεν ότι η κυβέρνησις παρακολουθεί στενώς το θέμα και ότι θα ληφθή πάσα μέριμνα διά την ταχείαν αντιμετώπισίν του. Εις την σύσκεψιν έλαβον μέρος εκπρόσωποι των ενδιαφερομένων οργανώσεων, οι οποίοι εξέθεσαν τας απόψεις των. Τα σχετικά στοιχεία θα διαβιβασθούν εις τας αρμοδίας υπηρεσίας προς περαιτέρω μελέτην και επεξεργασίαν. bbox=[1181, 1363, 1564, 1511]
headline: ΜΥΣΤΙΚΗ ΟΡΓΑΝΩΣΙΣ ΔΙΑ ΤΟΥΡΚΙΑΝ ΜΕ ΕΔΡΑΝ ΕΙΣ ΤΟ ΕΞΩΤΕΡΙΚΟΝ bbox=[1008, 759, 1159, 797]
section-heading: ΔΡΑΠΕΤΗΣ ΤΩΝ ΦΥΛΑΚΩΝ ΤΗΣ ΚΑΣΣΑΝΔΡΑΣ ΣΥΝΕΛΗΦΘΗ ΕΙΣ ΛΑΡΙΣΑΝ bbox=[1376, 160, 1564, 197]
headline: ΘΟΡΥΒΩΔΗΣ ΕΚΔΗΛΩΣΙΣ ΤΩΝ ΤΕΑ ΗΡΑΚΛΕΙΟΥ ΕΙΧΕ ΔΥΣΜΕΝΗ ΑΠΗΧΗΣΙΝ ΕΙΣ ΤΗΝ ΠΕΡΙΟΧΗΝ bbox=[642, 1490, 966, 1520]
headline: ΔΟΚΙΜΟΙ ΤΗΣ Η.Α.Δ. ΕΙΣ ΤΗΝ ΑΚΡΑ bbox=[1007, 1465, 1160, 1489]
section-heading: ΑΠΟ ΤΗΝ ΦΛΩΡΙΝΑΝ bbox=[203, 1671, 328, 1685]
headline: ΠΑΡΕΤΑΘΗ Η ΙΣΧΥΣ ΤΩΝ ΑΔΕΙΩΝ ΚΥΚΛΟΦΟΡΙΑΣ ΑΥΤΟΚΙΝΗΤΩΝ bbox=[420, 1471, 592, 1496]
headline: ΜΙΚΡΑΙ ΕΙΔΗΣΕΙΣ ΑΠΟ ΤΑΣ ΕΠΑΡΧΙΑΣ ΒΟΡ. ΕΛΛΑΔΟΣ bbox=[8, 1576, 391, 1594]
article-body: ΑΘΗΝΑΙ, 20.— Ως ανεκοινώθη χθες υπό του αρμοδίου υπουργείου, η κατάστασις εξακολουθεί να είναι ανησυχητική διά τους παραγωγούς της περιοχής, οι οποίοι ζητούν την άμεσον λήψιν μέτρων. Κατά τας πληροφορίας μας, το ζήτημα θα εξετασθή εις την προσεχή σύσκεψιν των αρμοδίων παραγόντων, κατά την οποίαν θα ληφθούν σχετικαί αποφάσεις. Αι σχετικαί προτάσεις υπεβλήθησαν ήδη και αναμένεται η έγκρισίς των εντός των ημερών. Επίσης εζητήθη όπως παρασχεθή ενίσχυσις εις τους πληγέντας και ρυθμισθούν αι οφειλαί των προς την Αγροτικήν Τράπεζαν. Καθ' όλην την διάρκειαν της ημέρας επικρατεί ζωηρά κίνησις εις την πόλιν, οι δε κάτοικοι παρακολουθούν με ενδιαφέρον την εξέλιξιν των πραγμάτων. Αι αρχαί έλαβον έκτακτα μέτρα διά την τήρησιν της τάξεως, ενώ αι ανακρίσεις συνεχίζονται. bbox=[1181, 815, 1564, 862]
article-body: ΑΘΗΝΑΙ, 20.— Ως ανεκοινώθη χθες υπό του αρμοδίου υπουργείου, η κατάστασις εξακολουθεί να είναι ανησυχητική διά τους παραγωγούς της περιοχής, οι οποίοι ζητούν την άμεσον λήψιν μέτρων. Κατά τας πληροφορίας μας, το ζήτημα θα εξετασθή εις την προσεχή σύσκεψιν των αρμοδίων παραγόντων, κατά την οποίαν θα ληφθούν σχετικαί αποφάσεις. Αι σχετικαί προτάσεις υπεβλήθησαν ήδη και αναμένεται η έγκρισίς των εντός των ημερών. Επίσης εζητήθη όπως παρασχεθή ενίσχυσις εις τους πληγέντας και ρυθμισθούν αι οφειλαί των προς την Αγροτικήν Τράπεζαν. Καθ' όλην την διάρκειαν της ημέρας επικρατεί ζωηρά κίνησις εις την πόλιν, οι δε κάτοικοι παρακολουθούν με ενδιαφέρον την εξέλιξιν των πραγμάτων. Αι αρχαί έλαβον έκτακτα μέτρα διά την τήρησιν της τάξεως, ενώ αι ανακρίσεις συνεχίζονται. Ο κ. υπουργός εδήλωσεν ότι η κυβέρνησις παρακολουθεί στενώς το θέμα και ότι θα ληφθή πάσα μέριμνα διά την ταχείαν αντιμετώπισίν του. Εις την σύσκεψιν έλαβον μέρος εκπρόσωποι των ενδιαφερομένων οργανώσεων, οι οποίοι εξέθεσαν τας απόψεις των. Τα σχετικά στοιχεία θα διαβιβασθούν εις τας αρμοδίας υπηρεσίας προς περαιτέρω μελέτην και επεξεργασίαν. Ως ανεκοινώθη χθες υπό του αρμοδίου υπουργείου, η κατάστασις εξακολουθεί να είναι ανησυχητική διά τους παραγωγούς της περιοχής, οι οποίοι ζητούν την άμεσον λήψιν μέτρων. Κατά τας πληροφορίας μας, το ζήτημα θα εξετασθή εις την προσεχή σύσκεψιν των αρμοδίων παραγόντων, κατά την οποίαν θα ληφθούν σχετικαί αποφάσεις. Αι σχετικαί προτάσεις υπεβλήθησαν ήδη και αναμένεται η έγκρισίς των εντός των ημερών. Επίσης εζητήθη όπως παρασχεθή ενίσχυσις εις τους πληγέντας και ρυθμισθούν αι οφειλαί των προς την Αγροτικήν Τράπεζαν. Καθ' όλην την διάρκειαν της ημέρας επικρατεί ζωηρά κίνησις εις την πόλιν, οι δε κάτοικοι παρακολουθούν με ενδιαφέρον την εξέλιξιν των πραγμάτων. Αι αρχαί έλαβον έκτακτα μέτρα διά την τήρησιν της τάξεως, ενώ αι ανακρίσεις συνεχίζονται. bbox=[8, 1048, 392, 1154]
article-body: ΑΘΗΝΑΙ, 20.— Ως ανεκοινώθη χθες υπό του αρμοδίου υπουργείου, η κατάστασις εξακολουθεί να είναι ανησυχητική διά τους παραγωγούς της περιοχής, οι οποίοι ζητούν την άμεσον λήψιν μέτρων. Κατά τας πληροφορίας μας, το ζήτημα θα εξετασθή εις την προσεχή σύσκεψιν των αρμοδίων παραγόντων, κατά την οποίαν θα ληφθούν σχετικαί αποφάσεις. Αι σχετικαί προτάσεις υπεβλήθησαν ήδη και αναμένεται η έγκρισίς των εντός των ημερών. Επίσης εζητήθη όπως παρασχεθή ενίσχυσις εις τους πληγέντας και ρυθμισθούν αι οφειλαί των προς την Αγροτικήν Τράπεζαν. Ο κ. υπουργός εδήλωσεν ότι η κυβέρνησις παρακολουθεί στενώς το θέμα και ότι θα ληφθή πάσα μέριμνα διά την ταχείαν αντιμετώπισίν του. Εις την σύσκεψιν έλαβον μέρος εκπρόσωποι των ενδιαφερομένων οργανώσεων, οι οποίοι εξέθεσαν τας απόψεις των. Τα σχετικά στοιχεία θα διαβιβασθούν εις τας αρμοδίας υπηρεσίας προς περαιτέρω μελέτην και επεξεργασίαν. bbox=[399, 50, 613, 137]
headline: Η ΕΠΟ ΑΠΕΦΑΣΙΣΕ ΤΗΝ ΣΥΓΚΡΟΤΗΣΙΝ ΕΠΙΤΡΟΠΗΣ ΔΙΑ ΤΑΣ ΚΑΤΑΓΓΕΛΙΑΣ ΣΥΝΕΝΝΟΗΜΕΝΩΝ ΑΓΩΝΩΝ bbox=[634, 1160, 974, 1190]
article-body: Καθ' όλην την διάρκειαν της ημέρας επικρατεί ζωηρά κίνησις εις την πόλιν, οι δε κάτοικοι παρακολουθούν με ενδιαφέρον την εξέλιξιν των πραγμάτων. Αι αρχαί έλαβον έκτακτα μέτρα διά την τήρησιν της τάξεως, ενώ αι ανακρίσεις συνεχίζονται. Ως ανεκοινώθη χθες υπό του αρμοδίου υπουργείου, η κατάστασις εξακολουθεί να είναι ανησυχητική διά τους παραγωγούς της περιοχής, οι οποίοι ζητούν την άμεσον λήψιν μέτρων. Κατά τας πληροφορίας μας, το ζήτημα θα εξετασθή εις την προσεχή σύσκεψιν των αρμοδίων παραγόντων, κατά την οποίαν θα ληφθούν σχετικαί αποφάσεις. Αι σχετικαί προτάσεις υπεβλήθησαν ήδη και αναμένεται η έγκρισίς των εντός των ημερών. Επίσης εζητήθη όπως παρασχεθή ενίσχυσις εις τους πληγέντας και ρυθμισθούν αι οφειλαί των προς την Αγροτικήν Τράπεζαν. Ο κ. υπουργός εδήλωσεν ότι η κυβέρνησις παρακολουθεί στενώς το θέμα και ότι θα ληφθή πάσα μέριμνα διά την ταχείαν αντιμετώπισίν του. Εις την σύσκεψιν έλαβον μέρος εκπρόσωποι των ενδιαφερομένων οργανώσεων, οι οποίοι εξέθεσαν τας απόψεις των. Τα σχετικά στοιχεία θα διαβιβασθούν εις τας αρμοδίας υπηρεσίας προς περαιτέρω μελέτην και επεξεργασίαν. bbox=[399, 1499, 614, 1605]
headline: ΟΙ ΡΩΣΣΟΙ ΙΑΤΡΟΙ ΜΕ ΝΕΑΣ ΤΗΛΕΜΕΤΡΙΚΑΣ ΜΕΘΟΔΟΥΣ ΘΑ ΠΑΡΑΚΟΛΟΥΘΟΥΝ ΕΞ ΑΠΟΣΤΑΣΕΩΣ ΤΟΥΣ ΑΣΘΕΝΕΙΣ bbox=[1186, 11, 1559, 61]
column-5 bbox=[1181, 7, 1564, 2310]
headline: ΟΥΔΕΝ ΣΥΝΕΒΗ ΕΙΣ ΚΩΝΣΤΑΝΤΙΝΗΝ bbox=[1033, 1348, 1135, 1373]
headline: ΕΛΑΜΒΑΝΕ ΠΡΟΚΑΤΑΒΟΛΑΣ ΔΙΑ ΝΑ «ΤΟΠΟΘΕΤΗΣΗ» ΕΙΣ ΘΕΣΕΙΣ ΜΕ ΥΨΗΛΟΥΣ ΜΙΣΘΟΥΣ ΔΙΑΦΟΡΟΥΣ ΑΦΕΛΕΙΣ bbox=[22, 544, 377, 574]
gold-rate-cell: Ιταλικής bbox=[399, 801, 425, 808]
headline: ΒΕΛΓΟΙ ΕΠΙΧΕΙΡΗΜΑΤΙΑΙ ΠΡΟΤΕΙΝΟΥΝ ΤΗΝ ΙΔΡΥΣΙΝ ΝΕΩΝ ΜΕΤΑΛΛΟΥΡΓΙΩΝ ΕΙΣ ΤΗΝ ΕΛΛΑΔΑ bbox=[405, 11, 607, 47]
gold-rate-cell: 296,50 bbox=[592, 780, 613, 788]
